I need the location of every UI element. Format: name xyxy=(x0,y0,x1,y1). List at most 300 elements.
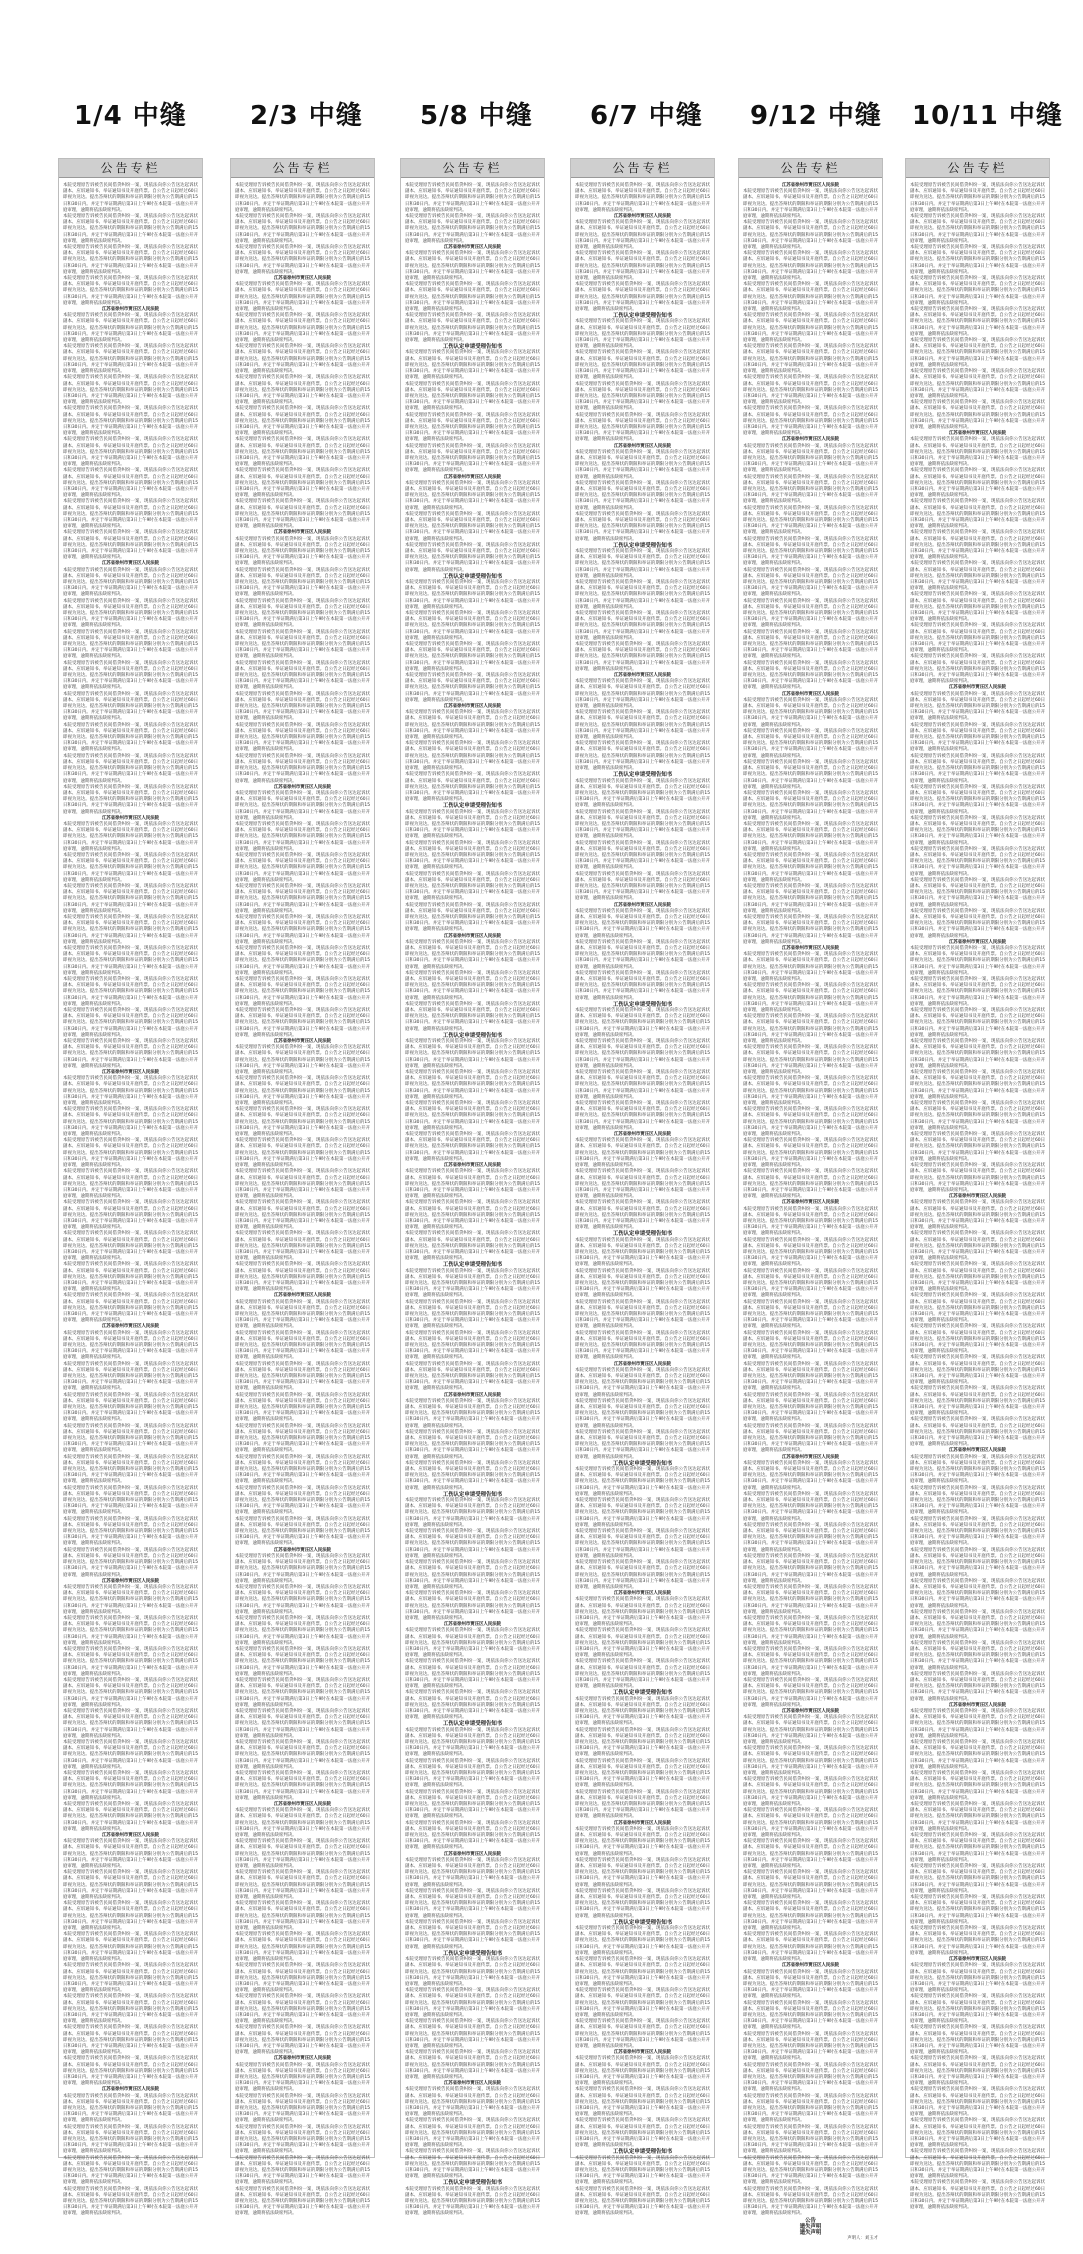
notice-paragraph: 本院受理原告诉被告民间借贷纠纷一案，现依法向你公告送达起诉状副本、应诉通知书、举证通知书及开庭传票。自公告之日起经过60日即视为送达。提出答辩状的期限和举证的期限分别为公告期满后的15日和30日内。并定于举证期满后第3日上午9时在本院第一法庭公开开庭审理，逾期将依法缺席判决。 xyxy=(575,1367,710,1398)
notice-paragraph: 本院受理原告诉被告民间借贷纠纷一案，现依法向你公告送达起诉状副本、应诉通知书、举证通知书及开庭传票。自公告之日起经过60日即视为送达。提出答辩状的期限和举证的期限分别为公告期满后的15日和30日内。并定于举证期满后第3日上午9时在本院第一法庭公开开庭审理，逾期将依法缺席判决。 xyxy=(63,1771,198,1801)
court-name: 江苏省徐州市贾汪区人民法院 xyxy=(273,276,332,282)
notice-paragraph: 本院受理原告诉被告民间借贷纠纷一案，现依法向你公告送达起诉状副本、应诉通知书、举证通知书及开庭传票。自公告之日起经过60日即视为送达。提出答辩状的期限和举证的期限分别为公告期满后的15日和30日内。并定于举证期满后第3日上午9时在本院第一法庭公开开庭审理，逾期将依法缺席判决。 xyxy=(235,598,370,629)
court-name: 江苏省徐州市贾汪区人民法院 xyxy=(273,1293,332,1299)
notice-paragraph: 本院受理原告诉被告民间借贷纠纷一案，现依法向你公告送达起诉状副本、应诉通知书、举证通知书及开庭传票。自公告之日起经过60日即视为送达。提出答辩状的期限和举证的期限分别为公告期满后的15日和30日内。并定于举证期满后第3日上午9时在本院第一法庭公开开庭审理，逾期将依法缺席判决。 xyxy=(405,809,540,840)
column-header: 公告专栏 xyxy=(59,159,202,178)
notice-paragraph: 本院受理原告诉被告民间借贷纠纷一案，现依法向你公告送达起诉状副本、应诉通知书、举证通知书及开庭传票。自公告之日起经过60日即视为送达。提出答辩状的期限和举证的期限分别为公告期满后的15日和30日内。并定于举证期满后第3日上午9时在本院第一法庭公开开庭审理，逾期将依法缺席判决。 xyxy=(910,1355,1045,1386)
notice-paragraph: 本院受理原告诉被告民间借贷纠纷一案，现依法向你公告送达起诉状副本、应诉通知书、举证通知书及开庭传票。自公告之日起经过60日即视为送达。提出答辩状的期限和举证的期限分别为公告期满后的15日和30日内。并定于举证期满后第3日上午9时在本院第一法庭公开开庭审理，逾期将依法缺席判决。 xyxy=(235,1516,370,1547)
notice-paragraph: 本院受理原告诉被告民间借贷纠纷一案，现依法向你公告送达起诉状副本、应诉通知书、举证通知书及开庭传票。自公告之日起经过60日即视为送达。提出答辩状的期限和举证的期限分别为公告期满后的15日和30日内。并定于举证期满后第3日上午9时在本院第一法庭公开开庭审理，逾期将依法缺席判决。 xyxy=(235,313,370,344)
declarant: 声明人：刘玉才 xyxy=(847,2236,878,2242)
notice-paragraph: 本院受理原告诉被告民间借贷纠纷一案，现依法向你公告送达起诉状副本、应诉通知书、举证通知书及开庭传票。自公告之日起经过60日即视为送达。提出答辩状的期限和举证的期限分别为公告期满后的15日和30日内。并定于举证期满后第3日上午9时在本院第一法庭公开开庭审理，逾期将依法缺席判决。 xyxy=(63,1932,198,1963)
notice-paragraph: 本院受理原告诉被告民间借贷纠纷一案，现依法向你公告送达起诉状副本、应诉通知书、举证通知书及开庭传票。自公告之日起经过60日即视为送达。提出答辩状的期限和举证的期限分别为公告期满后的15日和30日内。并定于举证期满后第3日上午9时在本院第一法庭公开开庭审理，逾期将依法缺席判决。 xyxy=(910,1132,1045,1162)
notice-paragraph: 本院受理原告诉被告民间借贷纠纷一案，现依法向你公告送达起诉状副本、应诉通知书、举证通知书及开庭传票。自公告之日起经过60日即视为送达。提出答辩状的期限和举证的期限分别为公告期满后的15日和30日内。并定于举证期满后第3日上午9时在本院第一法庭公开开庭审理，逾期将依法缺席判决。 xyxy=(235,1646,370,1677)
notice-paragraph: 本院受理原告诉被告民间借贷纠纷一案，现依法向你公告送达起诉状副本、应诉通知书、举证通知书及开庭传票。自公告之日起经过60日即视为送达。提出答辩状的期限和举证的期限分别为公告期满后的15日和30日内。并定于举证期满后第3日上午9时在本院第一法庭公开开庭审理，逾期将依法缺席判决。 xyxy=(405,1169,540,1200)
notice-paragraph: 本院受理原告诉被告民间借贷纠纷一案，现依法向你公告送达起诉状副本、应诉通知书、举证通知书及开庭传票。自公告之日起经过60日即视为送达。提出答辩状的期限和举证的期限分别为公告期满后的15日和30日内。并定于举证期满后第3日上午9时在本院第一法庭公开开庭审理，逾期将依法缺席判决。 xyxy=(743,1969,878,2000)
notice-paragraph: 本院受理原告诉被告民间借贷纠纷一案，现依法向你公告送达起诉状副本、应诉通知书、举证通知书及开庭传票。自公告之日起经过60日即视为送达。提出答辩状的期限和举证的期限分别为公告期满后的15日和30日内。并定于举证期满后第3日上午9时在本院第一法庭公开开庭审理，逾期将依法缺席判决。 xyxy=(405,1888,540,1919)
notice-paragraph: 本院受理原告诉被告民间借贷纠纷一案，现依法向你公告送达起诉状副本、应诉通知书、举证通知书及开庭传票。自公告之日起经过60日即视为送达。提出答辩状的期限和举证的期限分别为公告期满后的15日和30日内。并定于举证期满后第3日上午9时在本院第一法庭公开开庭审理，逾期将依法缺席判决。 xyxy=(910,1802,1045,1832)
notice-paragraph: 本院受理原告诉被告民间借贷纠纷一案，现依法向你公告送达起诉状副本、应诉通知书、举证通知书及开庭传票。自公告之日起经过60日即视为送达。提出答辩状的期限和举证的期限分别为公告期满后的15日和30日内。并定于举证期满后第3日上午9时在本院第一法庭公开开庭审理，逾期将依法缺席判决。 xyxy=(235,536,370,567)
notice-paragraph: 本院受理原告诉被告民间借贷纠纷一案，现依法向你公告送达起诉状副本、应诉通知书、举证通知书及开庭传票。自公告之日起经过60日即视为送达。提出答辩状的期限和举证的期限分别为公告期满后的15日和30日内。并定于举证期满后第3日上午9时在本院第一法庭公开开庭审理，逾期将依法缺席判决。 xyxy=(575,1268,710,1299)
notice-paragraph: 本院受理原告诉被告民间借贷纠纷一案，现依法向你公告送达起诉状副本、应诉通知书、举证通知书及开庭传票。自公告之日起经过60日即视为送达。提出答辩状的期限和举证的期限分别为公告期满后的15日和30日内。并定于举证期满后第3日上午9时在本院第一法庭公开开庭审理，逾期将依法缺席判决。 xyxy=(743,1839,878,1870)
notice-paragraph: 本院受理原告诉被告民间借贷纠纷一案，现依法向你公告送达起诉状副本、应诉通知书、举证通知书及开庭传票。自公告之日起经过60日即视为送达。提出答辩状的期限和举证的期限分别为公告期满后的15日和30日内。并定于举证期满后第3日上午9时在本院第一法庭公开开庭审理，逾期将依法缺席判决。 xyxy=(910,1200,1045,1231)
notice-paragraph: 本院受理原告诉被告民间借贷纠纷一案，现依法向你公告送达起诉状副本、应诉通知书、举证通知书及开庭传票。自公告之日起经过60日即视为送达。提出答辩状的期限和举证的期限分别为公告期满后的15日和30日内。并定于举证期满后第3日上午9时在本院第一法庭公开开庭审理，逾期将依法缺席判决。 xyxy=(235,1485,370,1516)
notice-paragraph: 本院受理原告诉被告民间借贷纠纷一案，现依法向你公告送达起诉状副本、应诉通知书、举证通知书及开庭传票。自公告之日起经过60日即视为送达。提出答辩状的期限和举证的期限分别为公告期满后的15日和30日内。并定于举证期满后第3日上午9时在本院第一法庭公开开庭审理，逾期将依法缺席判决。 xyxy=(235,1361,370,1392)
notice-paragraph: 本院受理原告诉被告民间借贷纠纷一案，现依法向你公告送达起诉状副本、应诉通知书、举证通知书及开庭传票。自公告之日起经过60日即视为送达。提出答辩状的期限和举证的期限分别为公告期满后的15日和30日内。并定于举证期满后第3日上午9时在本院第一法庭公开开庭审理，逾期将依法缺席判决。 xyxy=(910,722,1045,753)
notice-paragraph: 本院受理原告诉被告民间借贷纠纷一案，现依法向你公告送达起诉状副本、应诉通知书、举证通知书及开庭传票。自公告之日起经过60日即视为送达。提出答辩状的期限和举证的期限分别为公告期满后的15日和30日内。并定于举证期满后第3日上午9时在本院第一法庭公开开庭审理，逾期将依法缺席判决。 xyxy=(575,1926,710,1956)
column-header: 公告专栏 xyxy=(906,159,1049,178)
notice-paragraph: 本院受理原告诉被告民间借贷纠纷一案，现依法向你公告送达起诉状副本、应诉通知书、举证通知书及开庭传票。自公告之日起经过60日即视为送达。提出答辩状的期限和举证的期限分别为公告期满后的15日和30日内。并定于举证期满后第3日上午9时在本院第一法庭公开开庭审理，逾期将依法缺席判决。 xyxy=(575,580,710,610)
notice-paragraph: 本院受理原告诉被告民间借贷纠纷一案，现依法向你公告送达起诉状副本、应诉通知书、举证通知书及开庭传票。自公告之日起经过60日即视为送达。提出答辩状的期限和举证的期限分别为公告期满后的15日和30日内。并定于举证期满后第3日上午9时在本院第一法庭公开开庭审理，逾期将依法缺席判决。 xyxy=(743,1746,878,1776)
notice-paragraph: 本院受理原告诉被告民间借贷纠纷一案，现依法向你公告送达起诉状副本、应诉通知书、举证通知书及开庭传票。自公告之日起经过60日即视为送达。提出答辩状的期限和举证的期限分别为公告期满后的15日和30日内。并定于举证期满后第3日上午9时在本院第一法庭公开开庭审理，逾期将依法缺席判决。 xyxy=(910,753,1045,784)
notice-paragraph: 本院受理原告诉被告民间借贷纠纷一案，现依法向你公告送达起诉状副本、应诉通知书、举证通知书及开庭传票。自公告之日起经过60日即视为送达。提出答辩状的期限和举证的期限分别为公告期满后的15日和30日内。并定于举证期满后第3日上午9时在本院第一法庭公开开庭审理，逾期将依法缺席判决。 xyxy=(743,1206,878,1237)
notice-paragraph: 本院受理原告诉被告民间借贷纠纷一案，现依法向你公告送达起诉状副本、应诉通知书、举证通知书及开庭传票。自公告之日起经过60日即视为送达。提出答辩状的期限和举证的期限分别为公告期满后的15日和30日内。并定于举证期满后第3日上午9时在本院第一法庭公开开庭审理，逾期将依法缺席判决。 xyxy=(235,691,370,722)
notice-paragraph: 本院受理原告诉被告民间借贷纠纷一案，现依法向你公告送达起诉状副本、应诉通知书、举证通知书及开庭传票。自公告之日起经过60日即视为送达。提出答辩状的期限和举证的期限分别为公告期满后的15日和30日内。并定于举证期满后第3日上午9时在本院第一法庭公开开庭审理，逾期将依法缺席判决。 xyxy=(910,1417,1045,1448)
notice-paragraph: 本院受理原告诉被告民间借贷纠纷一案，现依法向你公告送达起诉状副本、应诉通知书、举证通知书及开庭传票。自公告之日起经过60日即视为送达。提出答辩状的期限和举证的期限分别为公告期满后的15日和30日内。并定于举证期满后第3日上午9时在本院第一法庭公开开庭审理，逾期将依法缺席判决。 xyxy=(575,871,710,902)
notice-paragraph: 本院受理原告诉被告民间借贷纠纷一案，现依法向你公告送达起诉状副本、应诉通知书、举证通知书及开庭传票。自公告之日起经过60日即视为送达。提出答辩状的期限和举证的期限分别为公告期满后的15日和30日内。并定于举证期满后第3日上午9时在本院第一法庭公开开庭审理，逾期将依法缺席判决。 xyxy=(235,245,370,275)
notice-paragraph: 本院受理原告诉被告民间借贷纠纷一案，现依法向你公告送达起诉状副本、应诉通知书、举证通知书及开庭传票。自公告之日起经过60日即视为送达。提出答辩状的期限和举证的期限分别为公告期满后的15日和30日内。并定于举证期满后第3日上午9时在本院第一法庭公开开庭审理，逾期将依法缺席判决。 xyxy=(235,1739,370,1770)
notice-paragraph: 本院受理原告诉被告民间借贷纠纷一案，现依法向你公告送达起诉状副本、应诉通知书、举证通知书及开庭传票。自公告之日起经过60日即视为送达。提出答辩状的期限和举证的期限分别为公告期满后的15日和30日内。并定于举证期满后第3日上午9时在本院第一法庭公开开庭审理，逾期将依法缺席判决。 xyxy=(575,1560,710,1590)
notice-paragraph: 本院受理原告诉被告民间借贷纠纷一案，现依法向你公告送达起诉状副本、应诉通知书、举证通知书及开庭传票。自公告之日起经过60日即视为送达。提出答辩状的期限和举证的期限分别为公告期满后的15日和30日内。并定于举证期满后第3日上午9时在本院第一法庭公开开庭审理，逾期将依法缺席判决。 xyxy=(910,400,1045,430)
notice-paragraph: 本院受理原告诉被告民间借贷纠纷一案，现依法向你公告送达起诉状副本、应诉通知书、举证通知书及开庭传票。自公告之日起经过60日即视为送达。提出答辩状的期限和举证的期限分别为公告期满后的15日和30日内。并定于举证期满后第3日上午9时在本院第一法庭公开开庭审理，逾期将依法缺席判决。 xyxy=(235,344,370,375)
notice-paragraph: 本院受理原告诉被告民间借贷纠纷一案，现依法向你公告送达起诉状副本、应诉通知书、举证通知书及开庭传票。自公告之日起经过60日即视为送达。提出答辩状的期限和举证的期限分别为公告期满后的15日和30日内。并定于举证期满后第3日上午9时在本院第一法庭公开开庭审理，逾期将依法缺席判决。 xyxy=(910,1547,1045,1578)
notice-paragraph: 本院受理原告诉被告民间借贷纠纷一案，现依法向你公告送达起诉状副本、应诉通知书、举证通知书及开庭传票。自公告之日起经过60日即视为送达。提出答辩状的期限和举证的期限分别为公告期满后的15日和30日内。并定于举证期满后第3日上午9时在本院第一法庭公开开庭审理，逾期将依法缺席判决。 xyxy=(575,1727,710,1758)
notice-paragraph: 本院受理原告诉被告民间借贷纠纷一案，现依法向你公告送达起诉状副本、应诉通知书、举证通知书及开庭传票。自公告之日起经过60日即视为送达。提出答辩状的期限和举证的期限分别为公告期满后的15日和30日内。并定于举证期满后第3日上午9时在本院第一法庭公开开庭审理，逾期将依法缺席判决。 xyxy=(235,1076,370,1107)
notice-paragraph: 本院受理原告诉被告民间借贷纠纷一案，现依法向你公告送达起诉状副本、应诉通知书、举证通知书及开庭传票。自公告之日起经过60日即视为送达。提出答辩状的期限和举证的期限分别为公告期满后的15日和30日内。并定于举证期满后第3日上午9时在本院第一法庭公开开庭审理，逾期将依法缺席判决。 xyxy=(405,642,540,672)
notice-paragraph: 本院受理原告诉被告民间借贷纠纷一案，现依法向你公告送达起诉状副本、应诉通知书、举证通知书及开庭传票。自公告之日起经过60日即视为送达。提出答辩状的期限和举证的期限分别为公告期满后的15日和30日内。并定于举证期满后第3日上午9时在本院第一法庭公开开庭审理，逾期将依法缺席判决。 xyxy=(63,1423,198,1454)
notice-paragraph: 本院受理原告诉被告民间借贷纠纷一案，现依法向你公告送达起诉状副本、应诉通知书、举证通知书及开庭传票。自公告之日起经过60日即视为送达。提出答辩状的期限和举证的期限分别为公告期满后的15日和30日内。并定于举证期满后第3日上午9时在本院第一法庭公开开庭审理，逾期将依法缺席判决。 xyxy=(575,220,710,251)
court-name: 江苏省徐州市贾汪区人民法院 xyxy=(443,1622,502,1628)
notice-paragraph: 本院受理原告诉被告民间借贷纠纷一案，现依法向你公告送达起诉状副本、应诉通知书、举证通知书及开庭传票。自公告之日起经过60日即视为送达。提出答辩状的期限和举证的期限分别为公告期满后的15日和30日内。并定于举证期满后第3日上午9时在本院第一法庭公开开庭审理，逾期将依法缺席判决。 xyxy=(743,821,878,852)
notice-paragraph: 本院受理原告诉被告民间借贷纠纷一案，现依法向你公告送达起诉状副本、应诉通知书、举证通知书及开庭传票。自公告之日起经过60日即视为送达。提出答辩状的期限和举证的期限分别为公告期满后的15日和30日内。并定于举证期满后第3日上午9时在本院第一法庭公开开庭审理，逾期将依法缺席判决。 xyxy=(63,1008,198,1038)
notice-paragraph: 本院受理原告诉被告民间借贷纠纷一案，现依法向你公告送达起诉状副本、应诉通知书、举证通知书及开庭传票。自公告之日起经过60日即视为送达。提出答辩状的期限和举证的期限分别为公告期满后的15日和30日内。并定于举证期满后第3日上午9时在本院第一法庭公开开庭审理，逾期将依法缺席判决。 xyxy=(235,821,370,852)
court-name: 江苏省徐州市贾汪区人民法院 xyxy=(948,431,1007,437)
notice-paragraph: 本院受理原告诉被告民间借贷纠纷一案，现依法向你公告送达起诉状副本、应诉通知书、举证通知书及开庭传票。自公告之日起经过60日即视为送达。提出答辩状的期限和举证的期限分别为公告期满后的15日和30日内。并定于举证期满后第3日上午9时在本院第一法庭公开开庭审理，逾期将依法缺席判决。 xyxy=(405,1820,540,1851)
notice-paragraph: 本院受理原告诉被告民间借贷纠纷一案，现依法向你公告送达起诉状副本、应诉通知书、举证通知书及开庭传票。自公告之日起经过60日即视为送达。提出答辩状的期限和举证的期限分别为公告期满后的15日和30日内。并定于举证期满后第3日上午9时在本院第一法庭公开开庭审理，逾期将依法缺席判决。 xyxy=(405,2149,540,2180)
notice-column-4 xyxy=(570,158,715,2217)
notice-paragraph: 本院受理原告诉被告民间借贷纠纷一案，现依法向你公告送达起诉状副本、应诉通知书、举证通知书及开庭传票。自公告之日起经过60日即视为送达。提出答辩状的期限和举证的期限分别为公告期满后的15日和30日内。并定于举证期满后第3日上午9时在本院第一法庭公开开庭审理，逾期将依法缺席判决。 xyxy=(63,1231,198,1262)
notice-paragraph: 本院受理原告诉被告民间借贷纠纷一案，现依法向你公告送达起诉状副本、应诉通知书、举证通知书及开庭传票。自公告之日起经过60日即视为送达。提出答辩状的期限和举证的期限分别为公告期满后的15日和30日内。并定于举证期满后第3日上午9时在本院第一法庭公开开庭审理，逾期将依法缺席判决。 xyxy=(405,1919,540,1950)
notice-title: 工伤认定申请受理告知书 xyxy=(442,1950,503,1957)
notice-paragraph: 本院受理原告诉被告民间借贷纠纷一案，现依法向你公告送达起诉状副本、应诉通知书、举证通知书及开庭传票。自公告之日起经过60日即视为送达。提出答辩状的期限和举证的期限分别为公告期满后的15日和30日内。并定于举证期满后第3日上午9时在本院第一法庭公开开庭审理，逾期将依法缺席判决。 xyxy=(575,251,710,282)
notice-paragraph: 本院受理原告诉被告民间借贷纠纷一案，现依法向你公告送达起诉状副本、应诉通知书、举证通知书及开庭传票。自公告之日起经过60日即视为送达。提出答辩状的期限和举证的期限分别为公告期满后的15日和30日内。并定于举证期满后第3日上午9时在本院第一法庭公开开庭审理，逾期将依法缺席判决。 xyxy=(575,611,710,641)
notice-paragraph: 本院受理原告诉被告民间借贷纠纷一案，现依法向你公告送达起诉状副本、应诉通知书、举证通知书及开庭传票。自公告之日起经过60日即视为送达。提出答辩状的期限和举证的期限分别为公告期满后的15日和30日内。并定于举证期满后第3日上午9时在本院第一法庭公开开庭审理，逾期将依法缺席判决。 xyxy=(575,1429,710,1460)
notice-paragraph: 本院受理原告诉被告民间借贷纠纷一案，现依法向你公告送达起诉状副本、应诉通知书、举证通知书及开庭传票。自公告之日起经过60日即视为送达。提出答辩状的期限和举证的期限分别为公告期满后的15日和30日内。并定于举证期满后第3日上午9时在本院第一法庭公开开庭审理，逾期将依法缺席判决。 xyxy=(575,1039,710,1069)
notice-paragraph: 本院受理原告诉被告民间借贷纠纷一案，现依法向你公告送达起诉状副本、应诉通知书、举证通知书及开庭传票。自公告之日起经过60日即视为送达。提出答辩状的期限和举证的期限分别为公告期满后的15日和30日内。并定于举证期满后第3日上午9时在本院第一法庭公开开庭审理，逾期将依法缺席判决。 xyxy=(405,1560,540,1590)
notice-paragraph: 本院受理原告诉被告民间借贷纠纷一案，现依法向你公告送达起诉状副本、应诉通知书、举证通知书及开庭传票。自公告之日起经过60日即视为送达。提出答辩状的期限和举证的期限分别为公告期满后的15日和30日内。并定于举证期满后第3日上午9时在本院第一法庭公开开庭审理，逾期将依法缺席判决。 xyxy=(405,1398,540,1429)
court-name: 江苏省徐州市贾汪区人民法院 xyxy=(443,1163,502,1169)
notice-paragraph: 本院受理原告诉被告民间借贷纠纷一案，现依法向你公告送达起诉状副本、应诉通知书、举证通知书及开庭传票。自公告之日起经过60日即视为送达。提出答辩状的期限和举证的期限分别为公告期满后的15日和30日内。并定于举证期满后第3日上午9时在本院第一法庭公开开庭审理，逾期将依法缺席判决。 xyxy=(910,877,1045,908)
notice-paragraph: 本院受理原告诉被告民间借贷纠纷一案，现依法向你公告送达起诉状副本、应诉通知书、举证通知书及开庭传票。自公告之日起经过60日即视为送达。提出答辩状的期限和举证的期限分别为公告期满后的15日和30日内。并定于举证期满后第3日上午9时在本院第一法庭公开开庭审理，逾期将依法缺席判决。 xyxy=(743,220,878,251)
notice-paragraph: 本院受理原告诉被告民间借贷纠纷一案，现依法向你公告送达起诉状副本、应诉通知书、举证通知书及开庭传票。自公告之日起经过60日即视为送达。提出答辩状的期限和举证的期限分别为公告期满后的15日和30日内。并定于举证期满后第3日上午9时在本院第一法庭公开开庭审理，逾期将依法缺席判决。 xyxy=(575,1101,710,1131)
notice-paragraph: 本院受理原告诉被告民间借贷纠纷一案，现依法向你公告送达起诉状副本、应诉通知书、举证通知书及开庭传票。自公告之日起经过60日即视为送达。提出答辩状的期限和举证的期限分别为公告期满后的15日和30日内。并定于举证期满后第3日上午9时在本院第一法庭公开开庭审理，逾期将依法缺席判决。 xyxy=(910,1671,1045,1702)
court-name: 江苏省徐州市贾汪区人民法院 xyxy=(781,1200,840,1206)
notice-paragraph: 本院受理原告诉被告民间借贷纠纷一案，现依法向你公告送达起诉状副本、应诉通知书、举证通知书及开庭传票。自公告之日起经过60日即视为送达。提出答辩状的期限和举证的期限分别为公告期满后的15日和30日内。并定于举证期满后第3日上午9时在本院第一法庭公开开庭审理，逾期将依法缺席判决。 xyxy=(63,1169,198,1200)
notice-paragraph: 本院受理原告诉被告民间借贷纠纷一案，现依法向你公告送达起诉状副本、应诉通知书、举证通知书及开庭传票。自公告之日起经过60日即视为送达。提出答辩状的期限和举证的期限分别为公告期满后的15日和30日内。并定于举证期满后第3日上午9时在本院第一法庭公开开庭审理，逾期将依法缺席判决。 xyxy=(575,1330,710,1361)
notice-paragraph: 本院受理原告诉被告民间借贷纠纷一案，现依法向你公告送达起诉状副本、应诉通知书、举证通知书及开庭传票。自公告之日起经过60日即视为送达。提出答辩状的期限和举证的期限分别为公告期满后的15日和30日内。并定于举证期满后第3日上午9时在本院第一法庭公开开庭审理，逾期将依法缺席判决。 xyxy=(743,1423,878,1454)
notice-paragraph: 本院受理原告诉被告民间借贷纠纷一案，现依法向你公告送达起诉状副本、应诉通知书、举证通知书及开庭传票。自公告之日起经过60日即视为送达。提出答辩状的期限和举证的期限分别为公告期满后的15日和30日内。并定于举证期满后第3日上午9时在本院第一法庭公开开庭审理，逾期将依法缺席判决。 xyxy=(743,2000,878,2031)
notice-paragraph: 本院受理原告诉被告民间借贷纠纷一案，现依法向你公告送达起诉状副本、应诉通知书、举证通知书及开庭传票。自公告之日起经过60日即视为送达。提出答辩状的期限和举证的期限分别为公告期满后的15日和30日内。并定于举证期满后第3日上午9时在本院第一法庭公开开庭审理，逾期将依法缺席判决。 xyxy=(575,1888,710,1919)
notice-paragraph: 本院受理原告诉被告民间借贷纠纷一案，现依法向你公告送达起诉状副本、应诉通知书、举证通知书及开庭传票。自公告之日起经过60日即视为送达。提出答辩状的期限和举证的期限分别为公告期满后的15日和30日内。并定于举证期满后第3日上午9时在本院第一法庭公开开庭审理，逾期将依法缺席判决。 xyxy=(235,1262,370,1293)
notice-paragraph: 本院受理原告诉被告民间借贷纠纷一案，现依法向你公告送达起诉状副本、应诉通知书、举证通知书及开庭传票。自公告之日起经过60日即视为送达。提出答辩状的期限和举证的期限分别为公告期满后的15日和30日内。并定于举证期满后第3日上午9时在本院第一法庭公开开庭审理，逾期将依法缺席判决。 xyxy=(743,2031,878,2062)
notice-paragraph: 本院受理原告诉被告民间借贷纠纷一案，现依法向你公告送达起诉状副本、应诉通知书、举证通知书及开庭传票。自公告之日起经过60日即视为送达。提出答辩状的期限和举证的期限分别为公告期满后的15日和30日内。并定于举证期满后第3日上午9时在本院第一法庭公开开庭审理，逾期将依法缺席判决。 xyxy=(235,2062,370,2093)
text-stack xyxy=(910,183,1045,2211)
notice-paragraph: 本院受理原告诉被告民间借贷纠纷一案，现依法向你公告送达起诉状副本、应诉通知书、举证通知书及开庭传票。自公告之日起经过60日即视为送达。提出答辩状的期限和举证的期限分别为公告期满后的15日和30日内。并定于举证期满后第3日上午9时在本院第一法庭公开开庭审理，逾期将依法缺席判决。 xyxy=(63,1454,198,1485)
notice-title: 工伤认定申请受理告知书 xyxy=(612,1231,673,1238)
notice-paragraph: 本院受理原告诉被告民间借贷纠纷一案，现依法向你公告送达起诉状副本、应诉通知书、举证通知书及开庭传票。自公告之日起经过60日即视为送达。提出答辩状的期限和举证的期限分别为公告期满后的15日和30日内。并定于举证期满后第3日上午9时在本院第一法庭公开开庭审理，逾期将依法缺席判决。 xyxy=(405,2050,540,2080)
notice-paragraph: 本院受理原告诉被告民间借贷纠纷一案，现依法向你公告送达起诉状副本、应诉通知书、举证通知书及开庭传票。自公告之日起经过60日即视为送达。提出答辩状的期限和举证的期限分别为公告期满后的15日和30日内。并定于举证期满后第3日上午9时在本院第一法庭公开开庭审理，逾期将依法缺席判决。 xyxy=(910,592,1045,623)
notice-paragraph: 本院受理原告诉被告民间借贷纠纷一案，现依法向你公告送达起诉状副本、应诉通知书、举证通知书及开庭传票。自公告之日起经过60日即视为送达。提出答辩状的期限和举证的期限分别为公告期满后的15日和30日内。并定于举证期满后第3日上午9时在本院第一法庭公开开庭审理，逾期将依法缺席判决。 xyxy=(235,1901,370,1932)
notice-paragraph: 本院受理原告诉被告民间借贷纠纷一案，现依法向你公告送达起诉状副本、应诉通知书、举证通知书及开庭传票。自公告之日起经过60日即视为送达。提出答辩状的期限和举证的期限分别为公告期满后的15日和30日内。并定于举证期满后第3日上午9时在本院第一法庭公开开庭审理，逾期将依法缺席判决。 xyxy=(910,2056,1045,2087)
notice-paragraph: 本院受理原告诉被告民间借贷纠纷一案，现依法向你公告送达起诉状副本、应诉通知书、举证通知书及开庭传票。自公告之日起经过60日即视为送达。提出答辩状的期限和举证的期限分别为公告期满后的15日和30日内。并定于举证期满后第3日上午9时在本院第一法庭公开开庭审理，逾期将依法缺席判决。 xyxy=(63,1330,198,1361)
notice-column-3 xyxy=(400,158,545,2217)
notice-paragraph: 本院受理原告诉被告民间借贷纠纷一案，现依法向你公告送达起诉状副本、应诉通知书、举证通知书及开庭传票。自公告之日起经过60日即视为送达。提出答辩状的期限和举证的期限分别为公告期满后的15日和30日内。并定于举证期满后第3日上午9时在本院第一法庭公开开庭审理，逾期将依法缺席判决。 xyxy=(63,1392,198,1423)
notice-paragraph: 本院受理原告诉被告民间借贷纠纷一案，现依法向你公告送达起诉状副本、应诉通知书、举证通知书及开庭传票。自公告之日起经过60日即视为送达。提出答辩状的期限和举证的期限分别为公告期满后的15日和30日内。并定于举证期满后第3日上午9时在本院第一法庭公开开庭审理，逾期将依法缺席判决。 xyxy=(235,1330,370,1361)
notice-paragraph: 本院受理原告诉被告民间借贷纠纷一案，现依法向你公告送达起诉状副本、应诉通知书、举证通知书及开庭传票。自公告之日起经过60日即视为送达。提出答辩状的期限和举证的期限分别为公告期满后的15日和30日内。并定于举证期满后第3日上午9时在本院第一法庭公开开庭审理，逾期将依法缺席判决。 xyxy=(63,437,198,468)
notice-paragraph: 本院受理原告诉被告民间借贷纠纷一案，现依法向你公告送达起诉状副本、应诉通知书、举证通知书及开庭传票。自公告之日起经过60日即视为送达。提出答辩状的期限和举证的期限分别为公告期满后的15日和30日内。并定于举证期满后第3日上午9时在本院第一法庭公开开庭审理，逾期将依法缺席判决。 xyxy=(575,480,710,511)
court-name: 江苏省徐州市贾汪区人民法院 xyxy=(948,685,1007,691)
notice-paragraph: 本院受理原告诉被告民间借贷纠纷一案，现依法向你公告送达起诉状副本、应诉通知书、举证通知书及开庭传票。自公告之日起经过60日即视为送达。提出答辩状的期限和举证的期限分别为公告期满后的15日和30日内。并定于举证期满后第3日上午9时在本院第一法庭公开开庭审理，逾期将依法缺席判决。 xyxy=(743,189,878,220)
notice-paragraph: 本院受理原告诉被告民间借贷纠纷一案，现依法向你公告送达起诉状副本、应诉通知书、举证通知书及开庭传票。自公告之日起经过60日即视为送达。提出答辩状的期限和举证的期限分别为公告期满后的15日和30日内。并定于举证期满后第3日上午9时在本院第一法庭公开开庭审理，逾期将依法缺席判决。 xyxy=(405,350,540,381)
notice-paragraph: 本院受理原告诉被告民间借贷纠纷一案，现依法向你公告送达起诉状副本、应诉通知书、举证通知书及开庭传票。自公告之日起经过60日即视为送达。提出答辩状的期限和举证的期限分别为公告期满后的15日和30日内。并定于举证期满后第3日上午9时在本院第一法庭公开开庭审理，逾期将依法缺席判决。 xyxy=(575,778,710,809)
notice-paragraph: 本院受理原告诉被告民间借贷纠纷一案，现依法向你公告送达起诉状副本、应诉通知书、举证通知书及开庭传票。自公告之日起经过60日即视为送达。提出答辩状的期限和举证的期限分别为公告期满后的15日和30日内。并定于举证期满后第3日上午9时在本院第一法庭公开开庭审理，逾期将依法缺席判决。 xyxy=(575,548,710,579)
notice-paragraph: 本院受理原告诉被告民间借贷纠纷一案，现依法向你公告送达起诉状副本、应诉通知书、举证通知书及开庭传票。自公告之日起经过60日即视为送达。提出答辩状的期限和举证的期限分别为公告期满后的15日和30日内。并定于举证期满后第3日上午9时在本院第一法庭公开开庭审理，逾期将依法缺席判决。 xyxy=(235,183,370,213)
notice-paragraph: 本院受理原告诉被告民间借贷纠纷一案，现依法向你公告送达起诉状副本、应诉通知书、举证通知书及开庭传票。自公告之日起经过60日即视为送达。提出答辩状的期限和举证的期限分别为公告期满后的15日和30日内。并定于举证期满后第3日上午9时在本院第一法庭公开开庭审理，逾期将依法缺席判决。 xyxy=(405,1857,540,1888)
notice-paragraph: 本院受理原告诉被告民间借贷纠纷一案，现依法向你公告送达起诉状副本、应诉通知书、举证通知书及开庭传票。自公告之日起经过60日即视为送达。提出答辩状的期限和举证的期限分别为公告期满后的15日和30日内。并定于举证期满后第3日上午9时在本院第一法庭公开开庭审理，逾期将依法缺席判决。 xyxy=(235,977,370,1007)
notice-paragraph: 本院受理原告诉被告民间借贷纠纷一案，现依法向你公告送达起诉状副本、应诉通知书、举证通知书及开庭传票。自公告之日起经过60日即视为送达。提出答辩状的期限和举证的期限分别为公告期满后的15日和30日内。并定于举证期满后第3日上午9时在本院第一法庭公开开庭审理，逾期将依法缺席判决。 xyxy=(575,1628,710,1659)
court-name: 江苏省徐州市贾汪区人民法院 xyxy=(613,1132,672,1138)
notice-paragraph: 本院受理原告诉被告民间借贷纠纷一案，现依法向你公告送达起诉状副本、应诉通知书、举证通知书及开庭传票。自公告之日起经过60日即视为送达。提出答辩状的期限和举证的期限分别为公告期满后的15日和30日内。并定于举证期满后第3日上午9时在本院第一法庭公开开庭审理，逾期将依法缺席判决。 xyxy=(405,511,540,542)
notice-paragraph: 本院受理原告诉被告民间借贷纠纷一案，现依法向你公告送达起诉状副本、应诉通知书、举证通知书及开庭传票。自公告之日起经过60日即视为送达。提出答辩状的期限和举证的期限分别为公告期满后的15日和30日内。并定于举证期满后第3日上午9时在本院第一法庭公开开庭审理，逾期将依法缺席判决。 xyxy=(405,1591,540,1621)
notice-paragraph: 本院受理原告诉被告民间借贷纠纷一案，现依法向你公告送达起诉状副本、应诉通知书、举证通知书及开庭传票。自公告之日起经过60日即视为送达。提出答辩状的期限和举证的期限分别为公告期满后的15日和30日内。并定于举证期满后第3日上午9时在本院第一法庭公开开庭审理，逾期将依法缺席判决。 xyxy=(405,1789,540,1820)
notice-paragraph: 本院受理原告诉被告民间借贷纠纷一案，现依法向你公告送达起诉状副本、应诉通知书、举证通知书及开庭传票。自公告之日起经过60日即视为送达。提出答辩状的期限和举证的期限分别为公告期满后的15日和30日内。并定于举证期满后第3日上午9时在本院第一法庭公开开庭审理，逾期将依法缺席判决。 xyxy=(63,753,198,784)
notice-paragraph: 本院受理原告诉被告民间借贷纠纷一案，现依法向你公告送达起诉状副本、应诉通知书、举证通知书及开庭传票。自公告之日起经过60日即视为送达。提出答辩状的期限和举证的期限分别为公告期满后的15日和30日内。并定于举证期满后第3日上午9时在本院第一法庭公开开庭审理，逾期将依法缺席判决。 xyxy=(63,499,198,530)
court-name: 江苏省徐州市贾汪区人民法院 xyxy=(273,1039,332,1045)
column-header: 公告专栏 xyxy=(231,159,374,178)
notice-paragraph: 本院受理原告诉被告民间借贷纠纷一案，现依法向你公告送达起诉状副本、应诉通知书、举证通知书及开庭传票。自公告之日起经过60日即视为送达。提出答辩状的期限和举证的期限分别为公告期满后的15日和30日内。并定于举证期满后第3日上午9时在本院第一法庭公开开庭审理，逾期将依法缺席判决。 xyxy=(63,1870,198,1901)
notice-paragraph: 本院受理原告诉被告民间借贷纠纷一案，现依法向你公告送达起诉状副本、应诉通知书、举证通知书及开庭传票。自公告之日起经过60日即视为送达。提出答辩状的期限和举证的期限分别为公告期满后的15日和30日内。并定于举证期满后第3日上午9时在本院第一法庭公开开庭审理，逾期将依法缺席判决。 xyxy=(63,1262,198,1293)
notice-paragraph: 本院受理原告诉被告民间借贷纠纷一案，现依法向你公告送达起诉状副本、应诉通知书、举证通知书及开庭传票。自公告之日起经过60日即视为送达。提出答辩状的期限和举证的期限分别为公告期满后的15日和30日内。并定于举证期满后第3日上午9时在本院第一法庭公开开庭审理，逾期将依法缺席判决。 xyxy=(235,883,370,914)
notice-paragraph: 本院受理原告诉被告民间借贷纠纷一案，现依法向你公告送达起诉状副本、应诉通知书、举证通知书及开庭传票。自公告之日起经过60日即视为送达。提出答辩状的期限和举证的期限分别为公告期满后的15日和30日内。并定于举证期满后第3日上午9时在本院第一法庭公开开庭审理，逾期将依法缺席判决。 xyxy=(63,914,198,945)
court-name: 江苏省徐州市贾汪区人民法院 xyxy=(613,902,672,908)
notice-paragraph: 本院受理原告诉被告民间借贷纠纷一案，现依法向你公告送达起诉状副本、应诉通知书、举证通知书及开庭传票。自公告之日起经过60日即视为送达。提出答辩状的期限和举证的期限分别为公告期满后的15日和30日内。并定于举证期满后第3日上午9时在本院第一法庭公开开庭审理，逾期将依法缺席判决。 xyxy=(63,1646,198,1677)
notice-paragraph: 本院受理原告诉被告民间借贷纠纷一案，现依法向你公告送达起诉状副本、应诉通知书、举证通知书及开庭传票。自公告之日起经过60日即视为送达。提出答辩状的期限和举证的期限分别为公告期满后的15日和30日内。并定于举证期满后第3日上午9时在本院第一法庭公开开庭审理，逾期将依法缺席判决。 xyxy=(910,1994,1045,2025)
notice-paragraph: 本院受理原告诉被告民间借贷纠纷一案，现依法向你公告送达起诉状副本、应诉通知书、举证通知书及开庭传票。自公告之日起经过60日即视为送达。提出答辩状的期限和举证的期限分别为公告期满后的15日和30日内。并定于举证期满后第3日上午9时在本院第一法庭公开开庭审理，逾期将依法缺席判决。 xyxy=(910,654,1045,685)
notice-paragraph: 本院受理原告诉被告民间借贷纠纷一案，现依法向你公告送达起诉状副本、应诉通知书、举证通知书及开庭传票。自公告之日起经过60日即视为送达。提出答辩状的期限和举证的期限分别为公告期满后的15日和30日内。并定于举证期满后第3日上午9时在本院第一法庭公开开庭审理，逾期将依法缺席判决。 xyxy=(910,183,1045,213)
notice-paragraph: 本院受理原告诉被告民间借贷纠纷一案，现依法向你公告送达起诉状副本、应诉通知书、举证通知书及开庭传票。自公告之日起经过60日即视为送达。提出答辩状的期限和举证的期限分别为公告期满后的15日和30日内。并定于举证期满后第3日上午9时在本院第一法庭公开开庭审理，逾期将依法缺席判决。 xyxy=(743,1808,878,1839)
notice-paragraph: 本院受理原告诉被告民间借贷纠纷一案，现依法向你公告送达起诉状副本、应诉通知书、举证通知书及开庭传票。自公告之日起经过60日即视为送达。提出答辩状的期限和举证的期限分别为公告期满后的15日和30日内。并定于举证期满后第3日上午9时在本院第一法庭公开开庭审理，逾期将依法缺席判决。 xyxy=(910,1609,1045,1640)
notice-paragraph: 本院受理原告诉被告民间借贷纠纷一案，现依法向你公告送达起诉状副本、应诉通知书、举证通知书及开庭传票。自公告之日起经过60日即视为送达。提出答辩状的期限和举证的期限分别为公告期满后的15日和30日内。并定于举证期满后第3日上午9时在本院第一法庭公开开庭审理，逾期将依法缺席判决。 xyxy=(910,1516,1045,1547)
notice-title: 遗失声明 xyxy=(799,2223,822,2230)
notice-title: 工伤认定申请受理告知书 xyxy=(612,542,673,549)
notice-paragraph: 本院受理原告诉被告民间借贷纠纷一案，现依法向你公告送达起诉状副本、应诉通知书、举证通知书及开庭传票。自公告之日起经过60日即视为送达。提出答辩状的期限和举证的期限分别为公告期满后的15日和30日内。并定于举证期满后第3日上午9时在本院第一法庭公开开庭审理，逾期将依法缺席判决。 xyxy=(235,1008,370,1038)
notice-paragraph: 本院受理原告诉被告民间借贷纠纷一案，现依法向你公告送达起诉状副本、应诉通知书、举证通知书及开庭传票。自公告之日起经过60日即视为送达。提出答辩状的期限和举证的期限分别为公告期满后的15日和30日内。并定于举证期满后第3日上午9时在本院第一法庭公开开庭审理，逾期将依法缺席判决。 xyxy=(63,245,198,275)
notice-paragraph: 本院受理原告诉被告民间借贷纠纷一案，现依法向你公告送达起诉状副本、应诉通知书、举证通知书及开庭传票。自公告之日起经过60日即视为送达。提出答辩状的期限和举证的期限分别为公告期满后的15日和30日内。并定于举证期满后第3日上午9时在本院第一法庭公开开庭审理，逾期将依法缺席判决。 xyxy=(235,468,370,499)
notice-paragraph: 本院受理原告诉被告民间借贷纠纷一案，现依法向你公告送达起诉状副本、应诉通知书、举证通知书及开庭传票。自公告之日起经过60日即视为送达。提出答辩状的期限和举证的期限分别为公告期满后的15日和30日内。并定于举证期满后第3日上午9时在本院第一法庭公开开庭审理，逾期将依法缺席判决。 xyxy=(405,1268,540,1299)
notice-paragraph: 本院受理原告诉被告民间借贷纠纷一案，现依法向你公告送达起诉状副本、应诉通知书、举证通知书及开庭传票。自公告之日起经过60日即视为送达。提出答辩状的期限和举证的期限分别为公告期满后的15日和30日内。并定于举证期满后第3日上午9时在本院第一法庭公开开庭审理，逾期将依法缺席判决。 xyxy=(575,319,710,350)
notice-paragraph: 本院受理原告诉被告民间借贷纠纷一案，现依法向你公告送达起诉状副本、应诉通知书、举证通知书及开庭传票。自公告之日起经过60日即视为送达。提出答辩状的期限和举证的期限分别为公告期满后的15日和30日内。并定于举证期满后第3日上午9时在本院第一法庭公开开庭审理，逾期将依法缺席判决。 xyxy=(405,1988,540,2018)
notice-title: 工伤认定申请受理告知书 xyxy=(612,1460,673,1467)
notice-paragraph: 本院受理原告诉被告民间借贷纠纷一案，现依法向你公告送达起诉状副本、应诉通知书、举证通知书及开庭传票。自公告之日起经过60日即视为送达。提出答辩状的期限和举证的期限分别为公告期满后的15日和30日内。并定于举证期满后第3日上午9时在本院第一法庭公开开庭审理，逾期将依法缺席判决。 xyxy=(235,1231,370,1262)
notice-paragraph: 本院受理原告诉被告民间借贷纠纷一案，现依法向你公告送达起诉状副本、应诉通知书、举证通知书及开庭传票。自公告之日起经过60日即视为送达。提出答辩状的期限和举证的期限分别为公告期满后的15日和30日内。并定于举证期满后第3日上午9时在本院第一法庭公开开庭审理，逾期将依法缺席判决。 xyxy=(575,381,710,412)
notice-paragraph: 本院受理原告诉被告民间借贷纠纷一案，现依法向你公告送达起诉状副本、应诉通知书、举证通知书及开庭传票。自公告之日起经过60日即视为送达。提出答辩状的期限和举证的期限分别为公告期满后的15日和30日内。并定于举证期满后第3日上午9时在本院第一法庭公开开庭审理，逾期将依法缺席判决。 xyxy=(910,1739,1045,1770)
notice-paragraph: 本院受理原告诉被告民间借贷纠纷一案，现依法向你公告送达起诉状副本、应诉通知书、举证通知书及开庭传票。自公告之日起经过60日即视为送达。提出答辩状的期限和举证的期限分别为公告期满后的15日和30日内。并定于举证期满后第3日上午9时在本院第一法庭公开开庭审理，逾期将依法缺席判决。 xyxy=(743,1491,878,1522)
notice-paragraph: 本院受理原告诉被告民间借贷纠纷一案，现依法向你公告送达起诉状副本、应诉通知书、举证通知书及开庭传票。自公告之日起经过60日即视为送达。提出答辩状的期限和举证的期限分别为公告期满后的15日和30日内。并定于举证期满后第3日上午9时在本院第一法庭公开开庭审理，逾期将依法缺席判决。 xyxy=(910,1864,1045,1894)
column-header: 公告专栏 xyxy=(739,159,882,178)
notice-paragraph: 本院受理原告诉被告民间借贷纠纷一案，现依法向你公告送达起诉状副本、应诉通知书、举证通知书及开庭传票。自公告之日起经过60日即视为送达。提出答辩状的期限和举证的期限分别为公告期满后的15日和30日内。并定于举证期满后第3日上午9时在本院第一法庭公开开庭审理，逾期将依法缺席判决。 xyxy=(63,660,198,691)
notice-paragraph: 本院受理原告诉被告民间借贷纠纷一案，现依法向你公告送达起诉状副本、应诉通知书、举证通知书及开庭传票。自公告之日起经过60日即视为送达。提出答辩状的期限和举证的期限分别为公告期满后的15日和30日内。并定于举证期满后第3日上午9时在本院第一法庭公开开庭审理，逾期将依法缺席判决。 xyxy=(743,1553,878,1584)
notice-paragraph: 本院受理原告诉被告民间借贷纠纷一案，现依法向你公告送达起诉状副本、应诉通知书、举证通知书及开庭传票。自公告之日起经过60日即视为送达。提出答辩状的期限和举证的期限分别为公告期满后的15日和30日内。并定于举证期满后第3日上午9时在本院第一法庭公开开庭审理，逾期将依法缺席判决。 xyxy=(63,375,198,406)
notice-paragraph: 本院受理原告诉被告民间借贷纠纷一案，现依法向你公告送达起诉状副本、应诉通知书、举证通知书及开庭传票。自公告之日起经过60日即视为送达。提出答辩状的期限和举证的期限分别为公告期满后的15日和30日内。并定于举证期满后第3日上午9时在本院第一法庭公开开庭审理，逾期将依法缺席判决。 xyxy=(743,2124,878,2155)
notice-paragraph: 本院受理原告诉被告民间借贷纠纷一案，现依法向你公告送达起诉状副本、应诉通知书、举证通知书及开庭传票。自公告之日起经过60日即视为送达。提出答辩状的期限和举证的期限分别为公告期满后的15日和30日内。并定于举证期满后第3日上午9时在本院第一法庭公开开庭审理，逾期将依法缺席判决。 xyxy=(910,1008,1045,1038)
notice-paragraph: 本院受理原告诉被告民间借贷纠纷一案，现依法向你公告送达起诉状副本、应诉通知书、举证通知书及开庭传票。自公告之日起经过60日即视为送达。提出答辩状的期限和举证的期限分别为公告期满后的15日和30日内。并定于举证期满后第3日上午9时在本院第一法庭公开开庭审理，逾期将依法缺席判决。 xyxy=(743,375,878,406)
notice-paragraph: 本院受理原告诉被告民间借贷纠纷一案，现依法向你公告送达起诉状副本、应诉通知书、举证通知书及开庭传票。自公告之日起经过60日即视为送达。提出答辩状的期限和举证的期限分别为公告期满后的15日和30日内。并定于举证期满后第3日上午9时在本院第一法庭公开开庭审理，逾期将依法缺席判决。 xyxy=(405,1101,540,1131)
notice-paragraph: 本院受理原告诉被告民间借贷纠纷一案，现依法向你公告送达起诉状副本、应诉通知书、举证通知书及开庭传票。自公告之日起经过60日即视为送达。提出答辩状的期限和举证的期限分别为公告期满后的15日和30日内。并定于举证期满后第3日上午9时在本院第一法庭公开开庭审理，逾期将依法缺席判决。 xyxy=(575,1597,710,1628)
notice-paragraph: 本院受理原告诉被告民间借贷纠纷一案，现依法向你公告送达起诉状副本、应诉通知书、举证通知书及开庭传票。自公告之日起经过60日即视为送达。提出答辩状的期限和举证的期限分别为公告期满后的15日和30日内。并定于举证期满后第3日上午9时在本院第一法庭公开开庭审理，逾期将依法缺席判决。 xyxy=(63,598,198,629)
notice-paragraph: 本院受理原告诉被告民间借贷纠纷一案，现依法向你公告送达起诉状副本、应诉通知书、举证通知书及开庭传票。自公告之日起经过60日即视为送达。提出答辩状的期限和举证的期限分别为公告期满后的15日和30日内。并定于举证期满后第3日上午9时在本院第一法庭公开开庭审理，逾期将依法缺席判决。 xyxy=(743,2093,878,2124)
notice-paragraph: 本院受理原告诉被告民间借贷纠纷一案，现依法向你公告送达起诉状副本、应诉通知书、举证通知书及开庭传票。自公告之日起经过60日即视为送达。提出答辩状的期限和举证的期限分别为公告期满后的15日和30日内。并定于举证期满后第3日上午9时在本院第一法庭公开开庭审理，逾期将依法缺席判决。 xyxy=(235,945,370,976)
court-name: 江苏省徐州市贾汪区人民法院 xyxy=(101,1833,160,1839)
court-name: 江苏省徐州市贾汪区人民法院 xyxy=(781,1963,840,1969)
notice-paragraph: 本院受理原告诉被告民间借贷纠纷一案，现依法向你公告送达起诉状副本、应诉通知书、举证通知书及开庭传票。自公告之日起经过60日即视为送达。提出答辩状的期限和举证的期限分别为公告期满后的15日和30日内。并定于举证期满后第3日上午9时在本院第一法庭公开开庭审理，逾期将依法缺席判决。 xyxy=(63,2186,198,2217)
notice-paragraph: 本院受理原告诉被告民间借贷纠纷一案，现依法向你公告送达起诉状副本、应诉通知书、举证通知书及开庭传票。自公告之日起经过60日即视为送达。提出答辩状的期限和举证的期限分别为公告期满后的15日和30日内。并定于举证期满后第3日上午9时在本院第一法庭公开开庭审理，逾期将依法缺席判决。 xyxy=(235,282,370,313)
notice-paragraph: 本院受理原告诉被告民间借贷纠纷一案，现依法向你公告送达起诉状副本、应诉通知书、举证通知书及开庭传票。自公告之日起经过60日即视为送达。提出答辩状的期限和举证的期限分别为公告期满后的15日和30日内。并定于举证期满后第3日上午9时在本院第一法庭公开开庭审理，逾期将依法缺席判决。 xyxy=(235,2124,370,2155)
notice-paragraph: 本院受理原告诉被告民间借贷纠纷一案，现依法向你公告送达起诉状副本、应诉通知书、举证通知书及开庭传票。自公告之日起经过60日即视为送达。提出答辩状的期限和举证的期限分别为公告期满后的15日和30日内。并定于举证期满后第3日上午9时在本院第一法庭公开开庭审理，逾期将依法缺席判决。 xyxy=(743,1107,878,1138)
notice-paragraph: 本院受理原告诉被告民间借贷纠纷一案，现依法向你公告送达起诉状副本、应诉通知书、举证通知书及开庭传票。自公告之日起经过60日即视为送达。提出答辩状的期限和举证的期限分别为公告期满后的15日和30日内。并定于举证期满后第3日上午9时在本院第一法庭公开开庭审理，逾期将依法缺席判决。 xyxy=(405,1361,540,1392)
notice-paragraph: 本院受理原告诉被告民间借贷纠纷一案，现依法向你公告送达起诉状副本、应诉通知书、举证通知书及开庭传票。自公告之日起经过60日即视为送达。提出答辩状的期限和举证的期限分别为公告期满后的15日和30日内。并定于举证期满后第3日上午9时在本院第一法庭公开开庭审理，逾期将依法缺席判决。 xyxy=(743,1045,878,1076)
notice-title: 工伤认定申请受理告知书 xyxy=(612,313,673,320)
notice-paragraph: 本院受理原告诉被告民间借贷纠纷一案，现依法向你公告送达起诉状副本、应诉通知书、举证通知书及开庭传票。自公告之日起经过60日即视为送达。提出答辩状的期限和举证的期限分别为公告期满后的15日和30日内。并定于举证期满后第3日上午9时在本院第一法庭公开开庭审理，逾期将依法缺席判决。 xyxy=(743,1169,878,1200)
notice-paragraph: 本院受理原告诉被告民间借贷纠纷一案，现依法向你公告送达起诉状副本、应诉通知书、举证通知书及开庭传票。自公告之日起经过60日即视为送达。提出答辩状的期限和举证的期限分别为公告期满后的15日和30日内。并定于举证期满后第3日上午9时在本院第一法庭公开开庭审理，逾期将依法缺席判决。 xyxy=(405,381,540,412)
notice-paragraph: 本院受理原告诉被告民间借贷纠纷一案，现依法向你公告送达起诉状副本、应诉通知书、举证通知书及开庭传票。自公告之日起经过60日即视为送达。提出答辩状的期限和举证的期限分别为公告期满后的15日和30日内。并定于举证期满后第3日上午9时在本院第一法庭公开开庭审理，逾期将依法缺席判决。 xyxy=(910,1771,1045,1801)
notice-paragraph: 本院受理原告诉被告民间借贷纠纷一案，现依法向你公告送达起诉状副本、应诉通知书、举证通知书及开庭传票。自公告之日起经过60日即视为送达。提出答辩状的期限和举证的期限分别为公告期满后的15日和30日内。并定于举证期满后第3日上午9时在本院第一法庭公开开庭审理，逾期将依法缺席判决。 xyxy=(63,1076,198,1107)
notice-paragraph: 本院受理原告诉被告民间借贷纠纷一案，现依法向你公告送达起诉状副本、应诉通知书、举证通知书及开庭传票。自公告之日起经过60日即视为送达。提出答辩状的期限和举证的期限分别为公告期满后的15日和30日内。并定于举证期满后第3日上午9时在本院第一法庭公开开庭审理，逾期将依法缺席判决。 xyxy=(63,691,198,722)
column-text xyxy=(405,183,540,2217)
notice-paragraph: 本院受理原告诉被告民间借贷纠纷一案，现依法向你公告送达起诉状副本、应诉通知书、举证通知书及开庭传票。自公告之日起经过60日即视为送达。提出答辩状的期限和举证的期限分别为公告期满后的15日和30日内。并定于举证期满后第3日上午9时在本院第一法庭公开开庭审理，逾期将依法缺席判决。 xyxy=(743,1460,878,1491)
notice-paragraph: 本院受理原告诉被告民间借贷纠纷一案，现依法向你公告送达起诉状副本、应诉通知书、举证通知书及开庭传票。自公告之日起经过60日即视为送达。提出答辩状的期限和举证的期限分别为公告期满后的15日和30日内。并定于举证期满后第3日上午9时在本院第一法庭公开开庭审理，逾期将依法缺席判决。 xyxy=(235,1932,370,1963)
notice-paragraph: 本院受理原告诉被告民间借贷纠纷一案，现依法向你公告送达起诉状副本、应诉通知书、举证通知书及开庭传票。自公告之日起经过60日即视为送达。提出答辩状的期限和举证的期限分别为公告期满后的15日和30日内。并定于举证期满后第3日上午9时在本院第一法庭公开开庭审理，逾期将依法缺席判决。 xyxy=(235,722,370,753)
notice-paragraph: 本院受理原告诉被告民间借贷纠纷一案，现依法向你公告送达起诉状副本、应诉通知书、举证通知书及开庭传票。自公告之日起经过60日即视为送达。提出答辩状的期限和举证的期限分别为公告期满后的15日和30日内。并定于举证期满后第3日上午9时在本院第一法庭公开开庭审理，逾期将依法缺席判决。 xyxy=(575,1957,710,1987)
notice-paragraph: 本院受理原告诉被告民间借贷纠纷一案，现依法向你公告送达起诉状副本、应诉通知书、举证通知书及开庭传票。自公告之日起经过60日即视为送达。提出答辩状的期限和举证的期限分别为公告期满后的15日和30日内。并定于举证期满后第3日上午9时在本院第一法庭公开开庭审理，逾期将依法缺席判决。 xyxy=(743,952,878,982)
text-stack xyxy=(405,183,540,2218)
notice-paragraph: 本院受理原告诉被告民间借贷纠纷一案，现依法向你公告送达起诉状副本、应诉通知书、举证通知书及开庭传票。自公告之日起经过60日即视为送达。提出答辩状的期限和举证的期限分别为公告期满后的15日和30日内。并定于举证期满后第3日上午9时在本院第一法庭公开开庭审理，逾期将依法缺席判决。 xyxy=(743,443,878,474)
notice-paragraph: 本院受理原告诉被告民间借贷纠纷一案，现依法向你公告送达起诉状副本、应诉通知书、举证通知书及开庭传票。自公告之日起经过60日即视为送达。提出答辩状的期限和举证的期限分别为公告期满后的15日和30日内。并定于举证期满后第3日上午9时在本院第一法庭公开开庭审理，逾期将依法缺席判决。 xyxy=(743,536,878,567)
notice-paragraph: 本院受理原告诉被告民间借贷纠纷一案，现依法向你公告送达起诉状副本、应诉通知书、举证通知书及开庭传票。自公告之日起经过60日即视为送达。提出答辩状的期限和举证的期限分别为公告期满后的15日和30日内。并定于举证期满后第3日上午9时在本院第一法庭公开开庭审理，逾期将依法缺席判决。 xyxy=(235,660,370,691)
notice-title: 工伤认定申请受理告知书 xyxy=(442,573,503,580)
notice-paragraph: 本院受理原告诉被告民间借贷纠纷一案，现依法向你公告送达起诉状副本、应诉通知书、举证通知书及开庭传票。自公告之日起经过60日即视为送达。提出答辩状的期限和举证的期限分别为公告期满后的15日和30日内。并定于举证期满后第3日上午9时在本院第一法庭公开开庭审理，逾期将依法缺席判决。 xyxy=(743,1615,878,1646)
notice-paragraph: 本院受理原告诉被告民间借贷纠纷一案，现依法向你公告送达起诉状副本、应诉通知书、举证通知书及开庭传票。自公告之日起经过60日即视为送达。提出答辩状的期限和举证的期限分别为公告期满后的15日和30日内。并定于举证期满后第3日上午9时在本院第一法庭公开开庭审理，逾期将依法缺席判决。 xyxy=(405,673,540,703)
court-name: 江苏省徐州市贾汪区人民法院 xyxy=(948,1194,1007,1200)
court-name: 江苏省徐州市贾汪区人民法院 xyxy=(443,1392,502,1398)
notice-paragraph: 本院受理原告诉被告民间借贷纠纷一案，现依法向你公告送达起诉状副本、应诉通知书、举证通知书及开庭传票。自公告之日起经过60日即视为送达。提出答辩状的期限和举证的期限分别为公告期满后的15日和30日内。并定于举证期满后第3日上午9时在本院第一法庭公开开庭审理，逾期将依法缺席判决。 xyxy=(235,1839,370,1870)
notice-paragraph: 本院受理原告诉被告民间借贷纠纷一案，现依法向你公告送达起诉状副本、应诉通知书、举证通知书及开庭传票。自公告之日起经过60日即视为送达。提出答辩状的期限和举证的期限分别为公告期满后的15日和30日内。并定于举证期满后第3日上午9时在本院第一法庭公开开庭审理，逾期将依法缺席判决。 xyxy=(405,1330,540,1361)
notice-paragraph: 本院受理原告诉被告民间借贷纠纷一案，现依法向你公告送达起诉状副本、应诉通知书、举证通知书及开庭传票。自公告之日起经过60日即视为送达。提出答辩状的期限和举证的期限分别为公告期满后的15日和30日内。并定于举证期满后第3日上午9时在本院第一法庭公开开庭审理，逾期将依法缺席判决。 xyxy=(235,406,370,437)
court-name: 江苏省徐州市贾汪区人民法院 xyxy=(781,1708,840,1714)
notice-paragraph: 本院受理原告诉被告民间借贷纠纷一案，现依法向你公告送达起诉状副本、应诉通知书、举证通知书及开庭传票。自公告之日起经过60日即视为送达。提出答辩状的期限和举证的期限分别为公告期满后的15日和30日内。并定于举证期满后第3日上午9时在本院第一法庭公开开庭审理，逾期将依法缺席判决。 xyxy=(235,2025,370,2056)
notice-paragraph: 本院受理原告诉被告民间借贷纠纷一案，现依法向你公告送达起诉状副本、应诉通知书、举证通知书及开庭传票。自公告之日起经过60日即视为送达。提出答辩状的期限和举证的期限分别为公告期满后的15日和30日内。并定于举证期满后第3日上午9时在本院第一法庭公开开庭审理，逾期将依法缺席判决。 xyxy=(63,1677,198,1708)
court-name: 江苏省徐州市贾汪区人民法院 xyxy=(101,815,160,821)
notice-paragraph: 本院受理原告诉被告民间借贷纠纷一案，现依法向你公告送达起诉状副本、应诉通知书、举证通知书及开庭传票。自公告之日起经过60日即视为送达。提出答辩状的期限和举证的期限分别为公告期满后的15日和30日内。并定于举证期满后第3日上午9时在本院第一法庭公开开庭审理，逾期将依法缺席判决。 xyxy=(575,1857,710,1888)
notice-paragraph: 本院受理原告诉被告民间借贷纠纷一案，现依法向你公告送达起诉状副本、应诉通知书、举证通知书及开庭传票。自公告之日起经过60日即视为送达。提出答辩状的期限和举证的期限分别为公告期满后的15日和30日内。并定于举证期满后第3日上午9时在本院第一法庭公开开庭审理，逾期将依法缺席判决。 xyxy=(910,1101,1045,1131)
notice-paragraph: 本院受理原告诉被告民间借贷纠纷一案，现依法向你公告送达起诉状副本、应诉通知书、举证通知书及开庭传票。自公告之日起经过60日即视为送达。提出答辩状的期限和举证的期限分别为公告期满后的15日和30日内。并定于举证期满后第3日上午9时在本院第一法庭公开开庭审理，逾期将依法缺席判决。 xyxy=(910,784,1045,815)
court-name: 江苏省徐州市贾汪区人民法院 xyxy=(781,691,840,697)
notice-paragraph: 本院受理原告诉被告民间借贷纠纷一案，现依法向你公告送达起诉状副本、应诉通知书、举证通知书及开庭传票。自公告之日起经过60日即视为送达。提出答辩状的期限和举证的期限分别为公告期满后的15日和30日内。并定于举证期满后第3日上午9时在本院第一法庭公开开庭审理，逾期将依法缺席判决。 xyxy=(235,1138,370,1169)
notice-paragraph: 本院受理原告诉被告民间借贷纠纷一案，现依法向你公告送达起诉状副本、应诉通知书、举证通知书及开庭传票。自公告之日起经过60日即视为送达。提出答辩状的期限和举证的期限分别为公告期满后的15日和30日内。并定于举证期满后第3日上午9时在本院第一法庭公开开庭审理，逾期将依法缺席判决。 xyxy=(575,1529,710,1559)
section-label-4: 6/7 中缝 xyxy=(590,101,703,131)
notice-paragraph: 本院受理原告诉被告民间借贷纠纷一案，现依法向你公告送达起诉状副本、应诉通知书、举证通知书及开庭传票。自公告之日起经过60日即视为送达。提出答辩状的期限和举证的期限分别为公告期满后的15日和30日内。并定于举证期满后第3日上午9时在本院第一法庭公开开庭审理，逾期将依法缺席判决。 xyxy=(743,2186,878,2217)
notice-paragraph: 本院受理原告诉被告民间借贷纠纷一案，现依法向你公告送达起诉状副本、应诉通知书、举证通知书及开庭传票。自公告之日起经过60日即视为送达。提出答辩状的期限和举证的期限分别为公告期满后的15日和30日内。并定于举证期满后第3日上午9时在本院第一法庭公开开庭审理，逾期将依法缺席判决。 xyxy=(575,1826,710,1857)
notice-paragraph: 本院受理原告诉被告民间借贷纠纷一案，现依法向你公告送达起诉状副本、应诉通知书、举证通知书及开庭传票。自公告之日起经过60日即视为送达。提出答辩状的期限和举证的期限分别为公告期满后的15日和30日内。并定于举证期满后第3日上午9时在本院第一法庭公开开庭审理，逾期将依法缺席判决。 xyxy=(235,499,370,530)
notice-paragraph: 本院受理原告诉被告民间借贷纠纷一案，现依法向你公告送达起诉状副本、应诉通知书、举证通知书及开庭传票。自公告之日起经过60日即视为送达。提出答辩状的期限和举证的期限分别为公告期满后的15日和30日内。并定于举证期满后第3日上午9时在本院第一法庭公开开庭审理，逾期将依法缺席判决。 xyxy=(235,753,370,784)
notice-paragraph: 本院受理原告诉被告民间借贷纠纷一案，现依法向你公告送达起诉状副本、应诉通知书、举证通知书及开庭传票。自公告之日起经过60日即视为送达。提出答辩状的期限和举证的期限分别为公告期满后的15日和30日内。并定于举证期满后第3日上午9时在本院第一法庭公开开庭审理，逾期将依法缺席判决。 xyxy=(910,1454,1045,1485)
court-name: 江苏省徐州市贾汪区人民法院 xyxy=(443,1851,502,1857)
notice-paragraph: 本院受理原告诉被告民间借贷纠纷一案，现依法向你公告送达起诉状副本、应诉通知书、举证通知书及开庭传票。自公告之日起经过60日即视为送达。提出答辩状的期限和举证的期限分别为公告期满后的15日和30日内。并定于举证期满后第3日上午9时在本院第一法庭公开开庭审理，逾期将依法缺席判决。 xyxy=(910,2118,1045,2149)
notice-paragraph: 本院受理原告诉被告民间借贷纠纷一案，现依法向你公告送达起诉状副本、应诉通知书、举证通知书及开庭传票。自公告之日起经过60日即视为送达。提出答辩状的期限和举证的期限分别为公告期满后的15日和30日内。并定于举证期满后第3日上午9时在本院第一法庭公开开庭审理，逾期将依法缺席判决。 xyxy=(405,251,540,282)
notice-paragraph: 本院受理原告诉被告民间借贷纠纷一案，现依法向你公告送达起诉状副本、应诉通知书、举证通知书及开庭传票。自公告之日起经过60日即视为送达。提出答辩状的期限和举证的期限分别为公告期满后的15日和30日内。并定于举证期满后第3日上午9时在本院第一法庭公开开庭审理，逾期将依法缺席判决。 xyxy=(63,276,198,306)
notice-paragraph: 本院受理原告诉被告民间借贷纠纷一案，现依法向你公告送达起诉状副本、应诉通知书、举证通知书及开庭传票。自公告之日起经过60日即视为送达。提出答辩状的期限和举证的期限分别为公告期满后的15日和30日内。并定于举证期满后第3日上午9时在本院第一法庭公开开庭审理，逾期将依法缺席判决。 xyxy=(405,1039,540,1069)
notice-paragraph: 本院受理原告诉被告民间借贷纠纷一案，现依法向你公告送达起诉状副本、应诉通知书、举证通知书及开庭传票。自公告之日起经过60日即视为送达。提出答辩状的期限和举证的期限分别为公告期满后的15日和30日内。并定于举证期满后第3日上午9时在本院第一法庭公开开庭审理，逾期将依法缺席判决。 xyxy=(405,2186,540,2217)
notice-title: 工伤认定申请受理告知书 xyxy=(612,2149,673,2156)
notice-paragraph: 本院受理原告诉被告民间借贷纠纷一案，现依法向你公告送达起诉状副本、应诉通知书、举证通知书及开庭传票。自公告之日起经过60日即视为送达。提出答辩状的期限和举证的期限分别为公告期满后的15日和30日内。并定于举证期满后第3日上午9时在本院第一法庭公开开庭审理，逾期将依法缺席判决。 xyxy=(575,449,710,480)
notice-paragraph: 本院受理原告诉被告民间借贷纠纷一案，现依法向你公告送达起诉状副本、应诉通知书、举证通知书及开庭传票。自公告之日起经过60日即视为送达。提出答辩状的期限和举证的期限分别为公告期满后的15日和30日内。并定于举证期满后第3日上午9时在本院第一法庭公开开庭审理，逾期将依法缺席判决。 xyxy=(405,1070,540,1100)
notice-paragraph: 本院受理原告诉被告民间借贷纠纷一案，现依法向你公告送达起诉状副本、应诉通知书、举证通知书及开庭传票。自公告之日起经过60日即视为送达。提出答辩状的期限和举证的期限分别为公告期满后的15日和30日内。并定于举证期满后第3日上午9时在本院第一法庭公开开庭审理，逾期将依法缺席判决。 xyxy=(575,2087,710,2118)
notice-paragraph: 本院受理原告诉被告民间借贷纠纷一案，现依法向你公告送达起诉状副本、应诉通知书、举证通知书及开庭传票。自公告之日起经过60日即视为送达。提出答辩状的期限和举证的期限分别为公告期满后的15日和30日内。并定于举证期满后第3日上午9时在本院第一法庭公开开庭审理，逾期将依法缺席判决。 xyxy=(405,282,540,313)
court-name: 江苏省徐州市贾汪区人民法院 xyxy=(613,443,672,449)
notice-title: 公告 xyxy=(805,2217,816,2224)
notice-paragraph: 本院受理原告诉被告民间借贷纠纷一案，现依法向你公告送达起诉状副本、应诉通知书、举证通知书及开庭传票。自公告之日起经过60日即视为送达。提出答辩状的期限和举证的期限分别为公告期满后的15日和30日内。并定于举证期满后第3日上午9时在本院第一法庭公开开庭审理，逾期将依法缺席判决。 xyxy=(743,728,878,759)
notice-paragraph: 本院受理原告诉被告民间借贷纠纷一案，现依法向你公告送达起诉状副本、应诉通知书、举证通知书及开庭传票。自公告之日起经过60日即视为送达。提出答辩状的期限和举证的期限分别为公告期满后的15日和30日内。并定于举证期满后第3日上午9时在本院第一法庭公开开庭审理，逾期将依法缺席判决。 xyxy=(743,1268,878,1299)
column-text xyxy=(63,183,198,2217)
court-name: 江苏省徐州市贾汪区人民法院 xyxy=(613,673,672,679)
notice-paragraph: 本院受理原告诉被告民间借贷纠纷一案，现依法向你公告送达起诉状副本、应诉通知书、举证通知书及开庭传票。自公告之日起经过60日即视为送达。提出答辩状的期限和举证的期限分别为公告期满后的15日和30日内。并定于举证期满后第3日上午9时在本院第一法庭公开开庭审理，逾期将依法缺席判决。 xyxy=(63,1547,198,1578)
notice-paragraph: 本院受理原告诉被告民间借贷纠纷一案，现依法向你公告送达起诉状副本、应诉通知书、举证通知书及开庭传票。自公告之日起经过60日即视为送达。提出答辩状的期限和举证的期限分别为公告期满后的15日和30日内。并定于举证期满后第3日上午9时在本院第一法庭公开开庭审理，逾期将依法缺席判决。 xyxy=(63,977,198,1007)
notice-paragraph: 本院受理原告诉被告民间借贷纠纷一案，现依法向你公告送达起诉状副本、应诉通知书、举证通知书及开庭传票。自公告之日起经过60日即视为送达。提出答辩状的期限和举证的期限分别为公告期满后的15日和30日内。并定于举证期满后第3日上午9时在本院第一法庭公开开庭审理，逾期将依法缺席判决。 xyxy=(235,214,370,244)
notice-paragraph: 本院受理原告诉被告民间借贷纠纷一案，现依法向你公告送达起诉状副本、应诉通知书、举证通知书及开庭传票。自公告之日起经过60日即视为送达。提出答辩状的期限和举证的期限分别为公告期满后的15日和30日内。并定于举证期满后第3日上午9时在本院第一法庭公开开庭审理，逾期将依法缺席判决。 xyxy=(575,642,710,672)
notice-paragraph: 本院受理原告诉被告民间借贷纠纷一案，现依法向你公告送达起诉状副本、应诉通知书、举证通知书及开庭传票。自公告之日起经过60日即视为送达。提出答辩状的期限和举证的期限分别为公告期满后的15日和30日内。并定于举证期满后第3日上午9时在本院第一法庭公开开庭审理，逾期将依法缺席判决。 xyxy=(743,505,878,536)
notice-paragraph: 本院受理原告诉被告民间借贷纠纷一案，现依法向你公告送达起诉状副本、应诉通知书、举证通知书及开庭传票。自公告之日起经过60日即视为送达。提出答辩状的期限和举证的期限分别为公告期满后的15日和30日内。并定于举证期满后第3日上午9时在本院第一法庭公开开庭审理，逾期将依法缺席判决。 xyxy=(743,852,878,883)
notice-paragraph: 本院受理原告诉被告民间借贷纠纷一案，现依法向你公告送达起诉状副本、应诉通知书、举证通知书及开庭传票。自公告之日起经过60日即视为送达。提出答辩状的期限和举证的期限分别为公告期满后的15日和30日内。并定于举证期满后第3日上午9时在本院第一法庭公开开庭审理，逾期将依法缺席判决。 xyxy=(743,1361,878,1392)
notice-paragraph: 本院受理原告诉被告民间借贷纠纷一案，现依法向你公告送达起诉状副本、应诉通知书、举证通知书及开庭传票。自公告之日起经过60日即视为送达。提出答辩状的期限和举证的期限分别为公告期满后的15日和30日内。并定于举证期满后第3日上午9时在本院第一法庭公开开庭审理，逾期将依法缺席判决。 xyxy=(575,809,710,840)
notice-paragraph: 本院受理原告诉被告民间借贷纠纷一案，现依法向你公告送达起诉状副本、应诉通知书、举证通知书及开庭传票。自公告之日起经过60日即视为送达。提出答辩状的期限和举证的期限分别为公告期满后的15日和30日内。并定于举证期满后第3日上午9时在本院第一法庭公开开庭审理，逾期将依法缺席判决。 xyxy=(910,245,1045,275)
notice-paragraph: 本院受理原告诉被告民间借贷纠纷一案，现依法向你公告送达起诉状副本、应诉通知书、举证通知书及开庭传票。自公告之日起经过60日即视为送达。提出答辩状的期限和举证的期限分别为公告期满后的15日和30日内。并定于举证期满后第3日上午9时在本院第一法庭公开开庭审理，逾期将依法缺席判决。 xyxy=(63,406,198,437)
notice-paragraph: 本院受理原告诉被告民间借贷纠纷一案，现依法向你公告送达起诉状副本、应诉通知书、举证通知书及开庭传票。自公告之日起经过60日即视为送达。提出答辩状的期限和举证的期限分别为公告期满后的15日和30日内。并定于举证期满后第3日上午9时在本院第一法庭公开开庭审理，逾期将依法缺席判决。 xyxy=(910,1833,1045,1863)
court-name: 江苏省徐州市贾汪区人民法院 xyxy=(781,437,840,443)
notice-paragraph: 本院受理原告诉被告民间借贷纠纷一案，现依法向你公告送达起诉状副本、应诉通知书、举证通知书及开庭传票。自公告之日起经过60日即视为送达。提出答辩状的期限和举证的期限分别为公告期满后的15日和30日内。并定于举证期满后第3日上午9时在本院第一法庭公开开庭审理，逾期将依法缺席判决。 xyxy=(910,623,1045,654)
notice-paragraph: 本院受理原告诉被告民间借贷纠纷一案，现依法向你公告送达起诉状副本、应诉通知书、举证通知书及开庭传票。自公告之日起经过60日即视为送达。提出答辩状的期限和举证的期限分别为公告期满后的15日和30日内。并定于举证期满后第3日上午9时在本院第一法庭公开开庭审理，逾期将依法缺席判决。 xyxy=(63,722,198,753)
notice-paragraph: 本院受理原告诉被告民间借贷纠纷一案，现依法向你公告送达起诉状副本、应诉通知书、举证通知书及开庭传票。自公告之日起经过60日即视为送达。提出答辩状的期限和举证的期限分别为公告期满后的15日和30日内。并定于举证期满后第3日上午9时在本院第一法庭公开开庭审理，逾期将依法缺席判决。 xyxy=(910,1163,1045,1193)
notice-paragraph: 本院受理原告诉被告民间借贷纠纷一案，现依法向你公告送达起诉状副本、应诉通知书、举证通知书及开庭传票。自公告之日起经过60日即视为送达。提出答辩状的期限和举证的期限分别为公告期满后的15日和30日内。并定于举证期满后第3日上午9时在本院第一法庭公开开庭审理，逾期将依法缺席判决。 xyxy=(743,1677,878,1708)
notice-paragraph: 本院受理原告诉被告民间借贷纠纷一案，现依法向你公告送达起诉状副本、应诉通知书、举证通知书及开庭传票。自公告之日起经过60日即视为送达。提出答辩状的期限和举证的期限分别为公告期满后的15日和30日内。并定于举证期满后第3日上午9时在本院第一法庭公开开庭审理，逾期将依法缺席判决。 xyxy=(63,883,198,914)
notice-paragraph: 本院受理原告诉被告民间借贷纠纷一案，现依法向你公告送达起诉状副本、应诉通知书、举证通知书及开庭传票。自公告之日起经过60日即视为送达。提出答辩状的期限和举证的期限分别为公告期满后的15日和30日内。并定于举证期满后第3日上午9时在本院第一法庭公开开庭审理，逾期将依法缺席判决。 xyxy=(235,1808,370,1839)
notice-paragraph: 本院受理原告诉被告民间借贷纠纷一案，现依法向你公告送达起诉状副本、应诉通知书、举证通知书及开庭传票。自公告之日起经过60日即视为送达。提出答辩状的期限和举证的期限分别为公告期满后的15日和30日内。并定于举证期满后第3日上午9时在本院第一法庭公开开庭审理，逾期将依法缺席判决。 xyxy=(910,338,1045,368)
notice-paragraph: 本院受理原告诉被告民间借贷纠纷一案，现依法向你公告送达起诉状副本、应诉通知书、举证通知书及开庭传票。自公告之日起经过60日即视为送达。提出答辩状的期限和举证的期限分别为公告期满后的15日和30日内。并定于举证期满后第3日上午9时在本院第一法庭公开开庭审理，逾期将依法缺席判决。 xyxy=(910,1386,1045,1417)
notice-paragraph: 本院受理原告诉被告民间借贷纠纷一案，现依法向你公告送达起诉状副本、应诉通知书、举证通知书及开庭传票。自公告之日起经过60日即视为送达。提出答辩状的期限和举证的期限分别为公告期满后的15日和30日内。并定于举证期满后第3日上午9时在本院第一法庭公开开庭审理，逾期将依法缺席判决。 xyxy=(910,1926,1045,1956)
notice-paragraph: 本院受理原告诉被告民间借贷纠纷一案，现依法向你公告送达起诉状副本、应诉通知书、举证通知书及开庭传票。自公告之日起经过60日即视为送达。提出答辩状的期限和举证的期限分别为公告期满后的15日和30日内。并定于举证期满后第3日上午9时在本院第一法庭公开开庭审理，逾期将依法缺席判决。 xyxy=(63,567,198,598)
notice-paragraph: 本院受理原告诉被告民间借贷纠纷一案，现依法向你公告送达起诉状副本、应诉通知书、举证通知书及开庭传票。自公告之日起经过60日即视为送达。提出答辩状的期限和举证的期限分别为公告期满后的15日和30日内。并定于举证期满后第3日上午9时在本院第一法庭公开开庭审理，逾期将依法缺席判决。 xyxy=(743,313,878,344)
court-name: 江苏省徐州市贾汪区人民法院 xyxy=(613,2050,672,2056)
column-header: 公告专栏 xyxy=(401,159,544,178)
notice-paragraph: 本院受理原告诉被告民间借贷纠纷一案，现依法向你公告送达起诉状副本、应诉通知书、举证通知书及开庭传票。自公告之日起经过60日即视为送达。提出答辩状的期限和举证的期限分别为公告期满后的15日和30日内。并定于举证期满后第3日上午9时在本院第一法庭公开开庭审理，逾期将依法缺席判决。 xyxy=(235,852,370,883)
notice-paragraph: 本院受理原告诉被告民间借贷纠纷一案，现依法向你公告送达起诉状副本、应诉通知书、举证通知书及开庭传票。自公告之日起经过60日即视为送达。提出答辩状的期限和举证的期限分别为公告期满后的15日和30日内。并定于举证期满后第3日上午9时在本院第一法庭公开开庭审理，逾期将依法缺席判决。 xyxy=(235,1677,370,1708)
notice-paragraph: 本院受理原告诉被告民间借贷纠纷一案，现依法向你公告送达起诉状副本、应诉通知书、举证通知书及开庭传票。自公告之日起经过60日即视为送达。提出答辩状的期限和举证的期限分别为公告期满后的15日和30日内。并定于举证期满后第3日上午9时在本院第一法庭公开开庭审理，逾期将依法缺席判决。 xyxy=(235,1169,370,1200)
notice-paragraph: 本院受理原告诉被告民间借贷纠纷一案，现依法向你公告送达起诉状副本、应诉通知书、举证通知书及开庭传票。自公告之日起经过60日即视为送达。提出答辩状的期限和举证的期限分别为公告期满后的15日和30日内。并定于举证期满后第3日上午9时在本院第一法庭公开开庭审理，逾期将依法缺席判决。 xyxy=(405,1429,540,1460)
notice-title: 遗失声明 xyxy=(799,2230,822,2237)
notice-paragraph: 本院受理原告诉被告民间借贷纠纷一案，现依法向你公告送达起诉状副本、应诉通知书、举证通知书及开庭传票。自公告之日起经过60日即视为送达。提出答辩状的期限和举证的期限分别为公告期满后的15日和30日内。并定于举证期满后第3日上午9时在本院第一法庭公开开庭审理，逾期将依法缺席判决。 xyxy=(575,679,710,710)
notice-paragraph: 本院受理原告诉被告民间借贷纠纷一案，现依法向你公告送达起诉状副本、应诉通知书、举证通知书及开庭传票。自公告之日起经过60日即视为送达。提出答辩状的期限和举证的期限分别为公告期满后的15日和30日内。并定于举证期满后第3日上午9时在本院第一法庭公开开庭审理，逾期将依法缺席判决。 xyxy=(63,945,198,976)
notice-column-6 xyxy=(905,158,1050,2211)
notice-paragraph: 本院受理原告诉被告民间借贷纠纷一案，现依法向你公告送达起诉状副本、应诉通知书、举证通知书及开庭传票。自公告之日起经过60日即视为送达。提出答辩状的期限和举证的期限分别为公告期满后的15日和30日内。并定于举证期满后第3日上午9时在本院第一法庭公开开庭审理，逾期将依法缺席判决。 xyxy=(63,313,198,344)
notice-paragraph: 本院受理原告诉被告民间借贷纠纷一案，现依法向你公告送达起诉状副本、应诉通知书、举证通知书及开庭传票。自公告之日起经过60日即视为送达。提出答辩状的期限和举证的期限分别为公告期满后的15日和30日内。并定于举证期满后第3日上午9时在本院第一法庭公开开庭审理，逾期将依法缺席判决。 xyxy=(575,741,710,772)
notice-paragraph: 本院受理原告诉被告民间借贷纠纷一案，现依法向你公告送达起诉状副本、应诉通知书、举证通知书及开庭传票。自公告之日起经过60日即视为送达。提出答辩状的期限和举证的期限分别为公告期满后的15日和30日内。并定于举证期满后第3日上午9时在本院第一法庭公开开庭审理，逾期将依法缺席判决。 xyxy=(910,2149,1045,2180)
notice-paragraph: 本院受理原告诉被告民间借贷纠纷一案，现依法向你公告送达起诉状副本、应诉通知书、举证通知书及开庭传票。自公告之日起经过60日即视为送达。提出答辩状的期限和举证的期限分别为公告期满后的15日和30日内。并定于举证期满后第3日上午9时在本院第一法庭公开开庭审理，逾期将依法缺席判决。 xyxy=(743,1299,878,1330)
notice-paragraph: 本院受理原告诉被告民间借贷纠纷一案，现依法向你公告送达起诉状副本、应诉通知书、举证通知书及开庭传票。自公告之日起经过60日即视为送达。提出答辩状的期限和举证的期限分别为公告期满后的15日和30日内。并定于举证期满后第3日上午9时在本院第一法庭公开开庭审理，逾期将依法缺席判决。 xyxy=(405,443,540,474)
notice-paragraph: 本院受理原告诉被告民间借贷纠纷一案，现依法向你公告送达起诉状副本、应诉通知书、举证通知书及开庭传票。自公告之日起经过60日即视为送达。提出答辩状的期限和举证的期限分别为公告期满后的15日和30日内。并定于举证期满后第3日上午9时在本院第一法庭公开开庭审理，逾期将依法缺席判决。 xyxy=(910,1324,1045,1355)
notice-paragraph: 本院受理原告诉被告民间借贷纠纷一案，现依法向你公告送达起诉状副本、应诉通知书、举证通知书及开庭传票。自公告之日起经过60日即视为送达。提出答辩状的期限和举证的期限分别为公告期满后的15日和30日内。并定于举证期满后第3日上午9时在本院第一法庭公开开庭审理，逾期将依法缺席判决。 xyxy=(575,2118,710,2149)
notice-paragraph: 本院受理原告诉被告民间借贷纠纷一案，现依法向你公告送达起诉状副本、应诉通知书、举证通知书及开庭传票。自公告之日起经过60日即视为送达。提出答辩状的期限和举证的期限分别为公告期满后的15日和30日内。并定于举证期满后第3日上午9时在本院第一法庭公开开庭审理，逾期将依法缺席判决。 xyxy=(743,2155,878,2186)
notice-paragraph: 本院受理原告诉被告民间借贷纠纷一案，现依法向你公告送达起诉状副本、应诉通知书、举证通知书及开庭传票。自公告之日起经过60日即视为送达。提出答辩状的期限和举证的期限分别为公告期满后的15日和30日内。并定于举证期满后第3日上午9时在本院第一法庭公开开庭审理，逾期将依法缺席判决。 xyxy=(405,1690,540,1721)
notice-paragraph: 本院受理原告诉被告民间借贷纠纷一案，现依法向你公告送达起诉状副本、应诉通知书、举证通知书及开庭传票。自公告之日起经过60日即视为送达。提出答辩状的期限和举证的期限分别为公告期满后的15日和30日内。并定于举证期满后第3日上午9时在本院第一法庭公开开庭审理，逾期将依法缺席判决。 xyxy=(63,1361,198,1392)
notice-paragraph: 本院受理原告诉被告民间借贷纠纷一案，现依法向你公告送达起诉状副本、应诉通知书、举证通知书及开庭传票。自公告之日起经过60日即视为送达。提出答辩状的期限和举证的期限分别为公告期满后的15日和30日内。并定于举证期满后第3日上午9时在本院第一法庭公开开庭审理，逾期将依法缺席判决。 xyxy=(63,784,198,815)
notice-paragraph: 本院受理原告诉被告民间借贷纠纷一案，现依法向你公告送达起诉状副本、应诉通知书、举证通知书及开庭传票。自公告之日起经过60日即视为送达。提出答辩状的期限和举证的期限分别为公告期满后的15日和30日内。并定于举证期满后第3日上午9时在本院第一法庭公开开庭审理，逾期将依法缺席判决。 xyxy=(63,2124,198,2155)
court-name: 江苏省徐州市贾汪区人民法院 xyxy=(273,784,332,790)
notice-paragraph: 本院受理原告诉被告民间借贷纠纷一案，现依法向你公告送达起诉状副本、应诉通知书、举证通知书及开庭传票。自公告之日起经过60日即视为送达。提出答辩状的期限和举证的期限分别为公告期满后的15日和30日内。并定于举证期满后第3日上午9时在本院第一法庭公开开庭审理，逾期将依法缺席判决。 xyxy=(575,1138,710,1169)
column-text xyxy=(235,183,370,2217)
court-name: 江苏省徐州市贾汪区人民法院 xyxy=(273,1802,332,1808)
notice-paragraph: 本院受理原告诉被告民间借贷纠纷一案，现依法向你公告送达起诉状副本、应诉通知书、举证通知书及开庭传票。自公告之日起经过60日即视为送达。提出答辩状的期限和举证的期限分别为公告期满后的15日和30日内。并定于举证期满后第3日上午9时在本院第一法庭公开开庭审理，逾期将依法缺席判决。 xyxy=(743,474,878,505)
notice-paragraph: 本院受理原告诉被告民间借贷纠纷一案，现依法向你公告送达起诉状副本、应诉通知书、举证通知书及开庭传票。自公告之日起经过60日即视为送达。提出答辩状的期限和举证的期限分别为公告期满后的15日和30日内。并定于举证期满后第3日上午9时在本院第一法庭公开开庭审理，逾期将依法缺席判决。 xyxy=(63,2093,198,2124)
notice-paragraph: 本院受理原告诉被告民间借贷纠纷一案，现依法向你公告送达起诉状副本、应诉通知书、举证通知书及开庭传票。自公告之日起经过60日即视为送达。提出答辩状的期限和举证的期限分别为公告期满后的15日和30日内。并定于举证期满后第3日上午9时在本院第一法庭公开开庭审理，逾期将依法缺席判决。 xyxy=(910,1485,1045,1516)
notice-paragraph: 本院受理原告诉被告民间借贷纠纷一案，现依法向你公告送达起诉状副本、应诉通知书、举证通知书及开庭传票。自公告之日起经过60日即视为送达。提出答辩状的期限和举证的期限分别为公告期满后的15日和30日内。并定于举证期满后第3日上午9时在本院第一法庭公开开庭审理，逾期将依法缺席判决。 xyxy=(235,1045,370,1076)
notice-paragraph: 本院受理原告诉被告民间借贷纠纷一案，现依法向你公告送达起诉状副本、应诉通知书、举证通知书及开庭传票。自公告之日起经过60日即视为送达。提出答辩状的期限和举证的期限分别为公告期满后的15日和30日内。并定于举证期满后第3日上午9时在本院第一法庭公开开庭审理，逾期将依法缺席判决。 xyxy=(405,939,540,970)
court-name: 江苏省徐州市贾汪区人民法院 xyxy=(781,1454,840,1460)
notice-paragraph: 本院受理原告诉被告民间借贷纠纷一案，现依法向你公告送达起诉状副本、应诉通知书、举证通知书及开庭传票。自公告之日起经过60日即视为送达。提出答辩状的期限和举证的期限分别为公告期满后的15日和30日内。并定于举证期满后第3日上午9时在本院第一法庭公开开庭审理，逾期将依法缺席判决。 xyxy=(63,1994,198,2025)
column-text xyxy=(743,183,878,2242)
court-name: 江苏省徐州市贾汪区人民法院 xyxy=(443,933,502,939)
notice-paragraph: 本院受理原告诉被告民间借贷纠纷一案，现依法向你公告送达起诉状副本、应诉通知书、举证通知书及开庭传票。自公告之日起经过60日即视为送达。提出答辩状的期限和举证的期限分别为公告期满后的15日和30日内。并定于举证期满后第3日上午9时在本院第一法庭公开开庭审理，逾期将依法缺席判决。 xyxy=(910,214,1045,244)
notice-paragraph: 本院受理原告诉被告民间借贷纠纷一案，现依法向你公告送达起诉状副本、应诉通知书、举证通知书及开庭传票。自公告之日起经过60日即视为送达。提出答辩状的期限和举证的期限分别为公告期满后的15日和30日内。并定于举证期满后第3日上午9时在本院第一法庭公开开庭审理，逾期将依法缺席判决。 xyxy=(63,1901,198,1932)
notice-paragraph: 本院受理原告诉被告民间借贷纠纷一案，现依法向你公告送达起诉状副本、应诉通知书、举证通知书及开庭传票。自公告之日起经过60日即视为送达。提出答辩状的期限和举证的期限分别为公告期满后的15日和30日内。并定于举证期满后第3日上午9时在本院第一法庭公开开庭审理，逾期将依法缺席判决。 xyxy=(63,183,198,213)
notice-paragraph: 本院受理原告诉被告民间借贷纠纷一案，现依法向你公告送达起诉状副本、应诉通知书、举证通知书及开庭传票。自公告之日起经过60日即视为送达。提出答辩状的期限和举证的期限分别为公告期满后的15日和30日内。并定于举证期满后第3日上午9时在本院第一法庭公开开庭审理，逾期将依法缺席判决。 xyxy=(405,741,540,772)
court-name: 江苏省徐州市贾汪区人民法院 xyxy=(948,1702,1007,1708)
notice-paragraph: 本院受理原告诉被告民间借贷纠纷一案，现依法向你公告送达起诉状副本、应诉通知书、举证通知书及开庭传票。自公告之日起经过60日即视为送达。提出答辩状的期限和举证的期限分别为公告期满后的15日和30日内。并定于举证期满后第3日上午9时在本院第一法庭公开开庭审理，逾期将依法缺席判决。 xyxy=(575,1398,710,1429)
notice-paragraph: 本院受理原告诉被告民间借贷纠纷一案，现依法向你公告送达起诉状副本、应诉通知书、举证通知书及开庭传票。自公告之日起经过60日即视为送达。提出答辩状的期限和举证的期限分别为公告期满后的15日和30日内。并定于举证期满后第3日上午9时在本院第一法庭公开开庭审理，逾期将依法缺席判决。 xyxy=(405,871,540,902)
notice-paragraph: 本院受理原告诉被告民间借贷纠纷一案，现依法向你公告送达起诉状副本、应诉通知书、举证通知书及开庭传票。自公告之日起经过60日即视为送达。提出答辩状的期限和举证的期限分别为公告期满后的15日和30日内。并定于举证期满后第3日上午9时在本院第一法庭公开开庭审理，逾期将依法缺席判决。 xyxy=(743,1330,878,1361)
notice-paragraph: 本院受理原告诉被告民间借贷纠纷一案，现依法向你公告送达起诉状副本、应诉通知书、举证通知书及开庭传票。自公告之日起经过60日即视为送达。提出答辩状的期限和举证的期限分别为公告期满后的15日和30日内。并定于举证期满后第3日上午9时在本院第一法庭公开开庭审理，逾期将依法缺席判决。 xyxy=(63,1039,198,1069)
court-name: 江苏省徐州市贾汪区人民法院 xyxy=(101,2087,160,2093)
notice-paragraph: 本院受理原告诉被告民间借贷纠纷一案，现依法向你公告送达起诉状副本、应诉通知书、举证通知书及开庭传票。自公告之日起经过60日即视为送达。提出答辩状的期限和举证的期限分别为公告期满后的15日和30日内。并定于举证期满后第3日上午9时在本院第一法庭公开开庭审理，逾期将依法缺席判决。 xyxy=(405,710,540,741)
notice-paragraph: 本院受理原告诉被告民间借贷纠纷一案，现依法向你公告送达起诉状副本、应诉通知书、举证通知书及开庭传票。自公告之日起经过60日即视为送达。提出答辩状的期限和举证的期限分别为公告期满后的15日和30日内。并定于举证期满后第3日上午9时在本院第一法庭公开开庭审理，逾期将依法缺席判决。 xyxy=(743,282,878,313)
notice-paragraph: 本院受理原告诉被告民间借贷纠纷一案，现依法向你公告送达起诉状副本、应诉通知书、举证通知书及开庭传票。自公告之日起经过60日即视为送达。提出答辩状的期限和举证的期限分别为公告期满后的15日和30日内。并定于举证期满后第3日上午9时在本院第一法庭公开开庭审理，逾期将依法缺席判决。 xyxy=(63,1485,198,1516)
notice-paragraph: 本院受理原告诉被告民间借贷纠纷一案，现依法向你公告送达起诉状副本、应诉通知书、举证通知书及开庭传票。自公告之日起经过60日即视为送达。提出答辩状的期限和举证的期限分别为公告期满后的15日和30日内。并定于举证期满后第3日上午9时在本院第一法庭公开开庭审理，逾期将依法缺席判决。 xyxy=(63,344,198,375)
notice-paragraph: 本院受理原告诉被告民间借贷纠纷一案，现依法向你公告送达起诉状副本、应诉通知书、举证通知书及开庭传票。自公告之日起经过60日即视为送达。提出答辩状的期限和举证的期限分别为公告期满后的15日和30日内。并定于举证期满后第3日上午9时在本院第一法庭公开开庭审理，逾期将依法缺席判决。 xyxy=(743,567,878,598)
notice-paragraph: 本院受理原告诉被告民间借贷纠纷一案，现依法向你公告送达起诉状副本、应诉通知书、举证通知书及开庭传票。自公告之日起经过60日即视为送达。提出答辩状的期限和举证的期限分别为公告期满后的15日和30日内。并定于举证期满后第3日上午9时在本院第一法庭公开开庭审理，逾期将依法缺席判决。 xyxy=(575,840,710,871)
section-label-2: 2/3 中缝 xyxy=(250,101,363,131)
notice-paragraph: 本院受理原告诉被告民间借贷纠纷一案，现依法向你公告送达起诉状副本、应诉通知书、举证通知书及开庭传票。自公告之日起经过60日即视为送达。提出答辩状的期限和举证的期限分别为公告期满后的15日和30日内。并定于举证期满后第3日上午9时在本院第一法庭公开开庭审理，逾期将依法缺席判决。 xyxy=(743,697,878,728)
notice-paragraph: 本院受理原告诉被告民间借贷纠纷一案，现依法向你公告送达起诉状副本、应诉通知书、举证通知书及开庭传票。自公告之日起经过60日即视为送达。提出答辩状的期限和举证的期限分别为公告期满后的15日和30日内。并定于举证期满后第3日上午9时在本院第一法庭公开开庭审理，逾期将依法缺席判决。 xyxy=(743,1715,878,1745)
court-name: 江苏省徐州市贾汪区人民法院 xyxy=(781,945,840,951)
notice-paragraph: 本院受理原告诉被告民间借贷纠纷一案，现依法向你公告送达起诉状副本、应诉通知书、举证通知书及开庭传票。自公告之日起经过60日即视为送达。提出答辩状的期限和举证的期限分别为公告期满后的15日和30日内。并定于举证期满后第3日上午9时在本院第一法庭公开开庭审理，逾期将依法缺席判决。 xyxy=(235,1107,370,1138)
column-text xyxy=(910,183,1045,2211)
notice-paragraph: 本院受理原告诉被告民间借贷纠纷一案，现依法向你公告送达起诉状副本、应诉通知书、举证通知书及开庭传票。自公告之日起经过60日即视为送达。提出答辩状的期限和举证的期限分别为公告期满后的15日和30日内。并定于举证期满后第3日上午9时在本院第一法庭公开开庭审理，逾期将依法缺席判决。 xyxy=(743,660,878,691)
court-name: 江苏省徐州市贾汪区人民法院 xyxy=(613,1361,672,1367)
notice-paragraph: 本院受理原告诉被告民间借贷纠纷一案，现依法向你公告送达起诉状副本、应诉通知书、举证通知书及开庭传票。自公告之日起经过60日即视为送达。提出答辩状的期限和举证的期限分别为公告期满后的15日和30日内。并定于举证期满后第3日上午9时在本院第一法庭公开开庭审理，逾期将依法缺席判决。 xyxy=(575,511,710,542)
notice-paragraph: 本院受理原告诉被告民间借贷纠纷一案，现依法向你公告送达起诉状副本、应诉通知书、举证通知书及开庭传票。自公告之日起经过60日即视为送达。提出答辩状的期限和举证的期限分别为公告期满后的15日和30日内。并定于举证期满后第3日上午9时在本院第一法庭公开开庭审理，逾期将依法缺席判决。 xyxy=(743,406,878,437)
notice-paragraph: 本院受理原告诉被告民间借贷纠纷一案，现依法向你公告送达起诉状副本、应诉通知书、举证通知书及开庭传票。自公告之日起经过60日即视为送达。提出答辩状的期限和举证的期限分别为公告期满后的15日和30日内。并定于举证期满后第3日上午9时在本院第一法庭公开开庭审理，逾期将依法缺席判决。 xyxy=(405,542,540,573)
notice-paragraph: 本院受理原告诉被告民间借贷纠纷一案，现依法向你公告送达起诉状副本、应诉通知书、举证通知书及开庭传票。自公告之日起经过60日即视为送达。提出答辩状的期限和举证的期限分别为公告期满后的15日和30日内。并定于举证期满后第3日上午9时在本院第一法庭公开开庭审理，逾期将依法缺席判决。 xyxy=(910,1578,1045,1609)
notice-paragraph: 本院受理原告诉被告民间借贷纠纷一案，现依法向你公告送达起诉状副本、应诉通知书、举证通知书及开庭传票。自公告之日起经过60日即视为送达。提出答辩状的期限和举证的期限分别为公告期满后的15日和30日内。并定于举证期满后第3日上午9时在本院第一法庭公开开庭审理，逾期将依法缺席判决。 xyxy=(575,970,710,1001)
notice-paragraph: 本院受理原告诉被告民间借贷纠纷一案，现依法向你公告送达起诉状副本、应诉通知书、举证通知书及开庭传票。自公告之日起经过60日即视为送达。提出答辩状的期限和举证的期限分别为公告期满后的15日和30日内。并定于举证期满后第3日上午9时在本院第一法庭公开开庭审理，逾期将依法缺席判决。 xyxy=(743,1076,878,1107)
notice-paragraph: 本院受理原告诉被告民间借贷纠纷一案，现依法向你公告送达起诉状副本、应诉通知书、举证通知书及开庭传票。自公告之日起经过60日即视为送达。提出答辩状的期限和举证的期限分别为公告期满后的15日和30日内。并定于举证期满后第3日上午9时在本院第一法庭公开开庭审理，逾期将依法缺席判决。 xyxy=(63,2056,198,2087)
notice-paragraph: 本院受理原告诉被告民间借贷纠纷一案，现依法向你公告送达起诉状副本、应诉通知书、举证通知书及开庭传票。自公告之日起经过60日即视为送达。提出答辩状的期限和举证的期限分别为公告期满后的15日和30日内。并定于举证期满后第3日上午9时在本院第一法庭公开开庭审理，逾期将依法缺席判决。 xyxy=(910,1708,1045,1739)
notice-paragraph: 本院受理原告诉被告民间借贷纠纷一案，现依法向你公告送达起诉状副本、应诉通知书、举证通知书及开庭传票。自公告之日起经过60日即视为送达。提出答辩状的期限和举证的期限分别为公告期满后的15日和30日内。并定于举证期满后第3日上午9时在本院第一法庭公开开庭审理，逾期将依法缺席判决。 xyxy=(405,2087,540,2118)
